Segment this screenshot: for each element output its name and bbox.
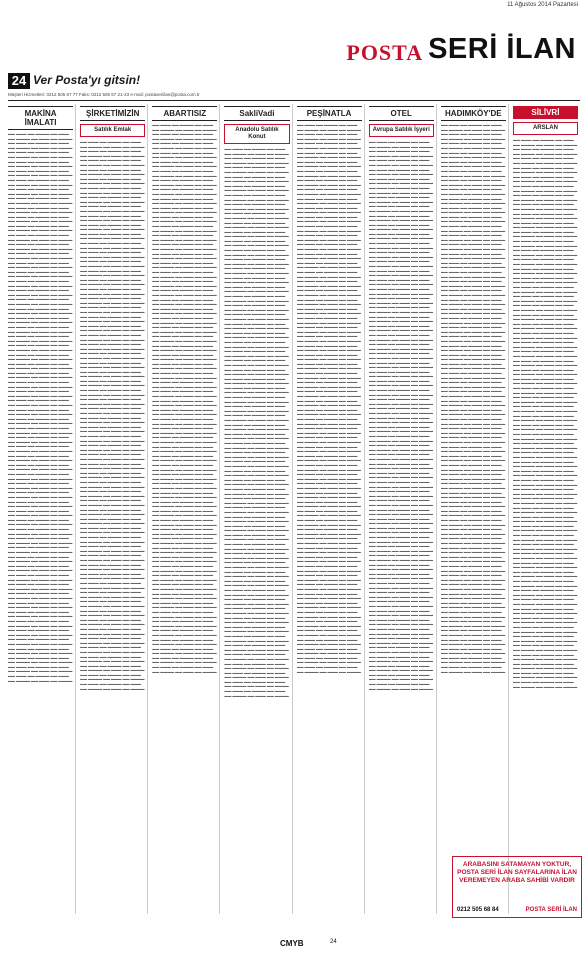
issue-date: 11 Ağustos 2014 Pazartesi: [507, 2, 578, 8]
masthead: [346, 30, 576, 66]
page-number: 24: [8, 73, 30, 89]
classified-text-block: ▬▬ ▬▬▬ ▬▬ ▬▬▬▬ ▬▬ ▬▬▬ ▬▬ ▬▬▬▬ ▬▬ ▬▬▬ ▬▬ ▬▬▬▬ ▬▬ ▬▬▬ ▬▬ ▬▬▬▬ ▬▬ ▬▬▬ ▬▬ ▬▬▬▬ ▬▬ ▬▬▬ ▬▬ ▬▬▬▬ ▬▬ ▬▬▬ ▬▬ ▬▬▬▬ ▬▬ ▬▬▬ ▬▬ ▬▬▬▬ ▬▬ ▬▬▬ ▬▬ ▬▬▬▬ ▬▬ ▬▬▬ ▬▬ ▬▬▬▬ ▬▬ ▬▬▬ ▬▬ ▬▬▬▬ ▬▬ ▬▬▬ ▬▬ ▬▬▬▬ ▬▬ ▬▬▬ ▬▬ ▬▬▬▬ ▬▬ ▬▬▬ ▬▬ ▬▬▬▬ ▬▬ ▬▬▬ ▬▬ ▬▬▬▬ ▬▬ ▬▬▬ ▬▬ ▬▬▬▬ ▬▬ ▬▬▬ ▬▬ ▬▬▬▬ ▬▬ ▬▬▬ ▬▬ ▬▬▬▬ ▬▬ ▬▬▬ ▬▬ ▬▬▬▬ ▬▬ ▬▬▬ ▬▬ ▬▬▬▬ ▬▬ ▬▬▬ ▬▬ ▬▬▬▬ ▬▬ ▬▬▬ ▬▬ ▬▬▬▬ ▬▬ ▬▬▬ ▬▬ ▬▬▬▬ ▬▬ ▬▬▬ ▬▬ ▬▬▬▬ ▬▬ ▬▬▬ ▬▬ ▬▬▬▬ ▬▬ ▬▬▬ ▬▬ ▬▬▬▬ ▬▬ ▬▬▬ ▬▬ ▬▬▬▬ ▬▬ ▬▬▬ ▬▬ ▬▬▬▬ ▬▬ ▬▬▬ ▬▬ ▬▬▬▬ ▬▬ ▬▬▬ ▬▬ ▬▬▬▬ ▬▬ ▬▬▬ ▬▬ ▬▬▬▬ ▬▬ ▬▬▬ ▬▬ ▬▬▬▬ ▬▬ ▬▬▬ ▬▬ ▬▬▬▬ ▬▬ ▬▬▬ ▬▬ ▬▬▬▬ ▬▬ ▬▬▬ ▬▬ ▬▬▬▬ ▬▬ ▬▬▬ ▬▬ ▬▬▬▬ ▬▬ ▬▬▬ ▬▬ ▬▬▬▬ ▬▬ ▬▬▬ ▬▬ ▬▬▬▬ ▬▬ ▬▬▬ ▬▬ ▬▬▬▬ ▬▬ ▬▬▬ ▬▬ ▬▬▬▬ ▬▬ ▬▬▬ ▬▬ ▬▬▬▬ ▬▬ ▬▬▬ ▬▬ ▬▬▬▬ ▬▬ ▬▬▬ ▬▬ ▬▬▬▬ ▬▬ ▬▬▬ ▬▬ ▬▬▬▬ ▬▬ ▬▬▬ ▬▬ ▬▬▬▬ ▬▬ ▬▬▬ ▬▬ ▬▬▬▬ ▬▬ ▬▬▬ ▬▬ ▬▬▬▬ ▬▬ ▬▬▬ ▬▬ ▬▬▬▬ ▬▬ ▬▬▬ ▬▬ ▬▬▬▬ ▬▬ ▬▬▬ ▬▬ ▬▬▬▬ ▬▬ ▬▬▬ ▬▬ ▬▬▬▬ ▬▬ ▬▬▬ ▬▬ ▬▬▬▬ ▬▬ ▬▬▬ ▬▬ ▬▬▬▬ ▬▬ ▬▬▬ ▬▬ ▬▬▬▬ ▬▬ ▬▬▬ ▬▬ ▬▬▬▬ ▬▬ ▬▬▬ ▬▬ ▬▬▬▬ ▬▬ ▬▬▬ ▬▬ ▬▬▬▬ ▬▬ ▬▬▬ ▬▬ ▬▬▬▬ ▬▬ ▬▬▬ ▬▬ ▬▬▬▬ ▬▬ ▬▬▬ ▬▬ ▬▬▬▬ ▬▬ ▬▬▬ ▬▬ ▬▬▬▬ ▬▬ ▬▬▬ ▬▬ ▬▬▬▬ ▬▬ ▬▬▬ ▬▬ ▬▬▬▬ ▬▬ ▬▬▬ ▬▬ ▬▬▬▬ ▬▬ ▬▬▬ ▬▬ ▬▬▬▬ ▬▬ ▬▬▬ ▬▬ ▬▬▬▬ ▬▬ ▬▬▬ ▬▬ ▬▬▬▬ ▬▬ ▬▬▬ ▬▬ ▬▬▬▬ ▬▬ ▬▬▬ ▬▬ ▬▬▬▬ ▬▬ ▬▬▬ ▬▬ ▬▬▬▬ ▬▬ ▬▬▬ ▬▬ ▬▬▬▬ ▬▬ ▬▬▬ ▬▬ ▬▬▬▬ ▬▬ ▬▬▬ ▬▬ ▬▬▬▬ ▬▬ ▬▬▬ ▬▬ ▬▬▬▬ ▬▬ ▬▬▬ ▬▬ ▬▬▬▬ ▬▬ ▬▬▬ ▬▬ ▬▬▬▬ ▬▬ ▬▬▬ ▬▬ ▬▬▬▬ ▬▬ ▬▬▬ ▬▬ ▬▬▬▬ ▬▬ ▬▬▬ ▬▬ ▬▬▬▬ ▬▬ ▬▬▬ ▬▬ ▬▬▬▬ ▬▬ ▬▬▬ ▬▬ ▬▬▬▬ ▬▬ ▬▬▬ ▬▬ ▬▬▬▬ ▬▬ ▬▬▬ ▬▬ ▬▬▬▬ ▬▬ ▬▬▬ ▬▬ ▬▬▬▬ ▬▬ ▬▬▬ ▬▬ ▬▬▬▬ ▬▬ ▬▬▬ ▬▬ ▬▬▬▬ ▬▬ ▬▬▬ ▬▬ ▬▬▬▬ ▬▬ ▬▬▬ ▬▬ ▬▬▬▬ ▬▬ ▬▬▬ ▬▬ ▬▬▬▬ ▬▬ ▬▬▬ ▬▬ ▬▬▬▬ ▬▬ ▬▬▬ ▬▬ ▬▬▬▬ ▬▬ ▬▬▬ ▬▬ ▬▬▬▬ ▬▬ ▬▬▬ ▬▬ ▬▬▬▬ ▬▬ ▬▬▬ ▬▬ ▬▬▬▬ ▬▬ ▬▬▬ ▬▬ ▬▬▬▬ ▬▬ ▬▬▬ ▬▬ ▬▬▬▬ ▬▬ ▬▬▬ ▬▬ ▬▬▬▬ ▬▬ ▬▬▬ ▬▬ ▬▬▬▬ ▬▬ ▬▬▬ ▬▬ ▬▬▬▬ ▬▬ ▬▬▬ ▬▬ ▬▬▬▬ ▬▬ ▬▬▬ ▬▬ ▬▬▬▬ ▬▬ ▬▬▬ ▬▬ ▬▬▬▬ ▬▬ ▬▬▬ ▬▬ ▬▬▬▬ ▬▬ ▬▬▬ ▬▬ ▬▬▬▬ ▬▬ ▬▬▬ ▬▬ ▬▬▬▬ ▬▬ ▬▬▬ ▬▬ ▬▬▬▬ ▬▬ ▬▬▬ ▬▬ ▬▬▬▬ ▬▬ ▬▬▬ ▬▬ ▬▬▬▬ ▬▬ ▬▬▬ ▬▬ ▬▬▬▬ ▬▬ ▬▬▬ ▬▬ ▬▬▬▬ ▬▬ ▬▬▬ ▬▬ ▬▬▬▬ ▬▬ ▬▬▬ ▬▬ ▬▬▬▬ ▬▬ ▬▬▬ ▬▬ ▬▬▬▬ ▬▬ ▬▬▬ ▬▬ ▬▬▬▬ ▬▬ ▬▬▬ ▬▬ ▬▬▬▬ ▬▬ ▬▬▬ ▬▬ ▬▬▬▬ ▬▬ ▬▬▬ ▬▬ ▬▬▬▬ ▬▬ ▬▬▬ ▬▬ ▬▬▬▬ ▬▬ ▬▬▬ ▬▬ ▬▬▬▬ ▬▬ ▬▬▬ ▬▬ ▬▬▬▬ ▬▬ ▬▬▬ ▬▬ ▬▬▬▬ ▬▬ ▬▬▬ ▬▬ ▬▬▬▬ ▬▬ ▬▬▬ ▬▬ ▬▬▬▬ ▬▬ ▬▬▬ ▬▬ ▬▬▬▬ ▬▬ ▬▬▬ ▬▬ ▬▬▬▬ ▬▬ ▬▬▬ ▬▬ ▬▬▬▬ ▬▬ ▬▬▬ ▬▬ ▬▬▬▬ ▬▬ ▬▬▬ ▬▬ ▬▬▬▬ ▬▬ ▬▬▬ ▬▬ ▬▬▬▬ ▬▬ ▬▬▬ ▬▬ ▬▬▬▬ ▬▬ ▬▬▬ ▬▬ ▬▬▬▬ ▬▬ ▬▬▬ ▬▬ ▬▬▬▬ ▬▬ ▬▬▬ ▬▬ ▬▬▬▬ ▬▬ ▬▬▬ ▬▬ ▬▬▬▬ ▬▬ ▬▬▬ ▬▬ ▬▬▬▬ ▬▬ ▬▬▬ ▬▬ ▬▬▬▬ ▬▬ ▬▬▬ ▬▬ ▬▬▬▬ ▬▬ ▬▬▬ ▬▬ ▬▬▬▬ ▬▬ ▬▬▬ ▬▬ ▬▬▬▬ ▬▬ ▬▬▬ ▬▬ ▬▬▬▬ ▬▬ ▬▬▬ ▬▬ ▬▬▬▬ ▬▬ ▬▬▬ ▬▬ ▬▬▬▬ ▬▬ ▬▬▬ ▬▬ ▬▬▬▬ ▬▬ ▬▬▬ ▬▬ ▬▬▬▬ ▬▬ ▬▬▬ ▬▬ ▬▬▬▬ ▬▬ ▬▬▬ ▬▬ ▬▬▬▬ ▬▬ ▬▬▬ ▬▬ ▬▬▬▬ ▬▬ ▬▬▬ ▬▬ ▬▬▬▬ ▬▬ ▬▬▬ ▬▬ ▬▬▬▬ ▬▬ ▬▬▬ ▬▬ ▬▬▬▬ ▬▬ ▬▬▬ ▬▬ ▬▬▬▬ ▬▬ ▬▬▬ ▬▬ ▬▬▬▬ ▬▬ ▬▬▬ ▬▬ ▬▬▬▬ ▬▬ ▬▬▬ ▬▬ ▬▬▬▬ ▬▬ ▬▬▬ ▬▬ ▬▬▬▬ ▬▬ ▬▬▬ ▬▬ ▬▬▬▬ ▬▬ ▬▬▬ ▬▬ ▬▬▬▬ ▬▬ ▬▬▬ ▬▬ ▬▬▬▬ ▬▬ ▬▬▬ ▬▬ ▬▬▬▬ ▬▬ ▬▬▬ ▬▬ ▬▬▬▬ ▬▬ ▬▬▬ ▬▬ ▬▬▬▬ ▬▬ ▬▬▬ ▬▬ ▬▬▬▬ ▬▬ ▬▬▬ ▬▬ ▬▬▬▬ ▬▬ ▬▬▬ ▬▬ ▬▬▬▬ ▬▬ ▬▬▬ ▬▬ ▬▬▬▬ ▬▬ ▬▬▬ ▬▬ ▬▬▬▬ ▬▬ ▬▬▬ ▬▬ ▬▬▬▬ ▬▬ ▬▬▬ ▬▬ ▬▬▬▬ ▬▬ ▬▬▬ ▬▬ ▬▬▬▬ ▬▬ ▬▬▬ ▬▬ ▬▬▬▬ ▬▬ ▬▬▬ ▬▬ ▬▬▬▬ ▬▬ ▬▬▬ ▬▬ ▬▬▬▬ ▬▬ ▬▬▬ ▬▬ ▬▬▬▬ ▬▬ ▬▬▬ ▬▬ ▬▬▬▬ ▬▬ ▬▬▬ ▬▬ ▬▬▬▬ ▬▬ ▬▬▬ ▬▬ ▬▬▬▬ ▬▬ ▬▬▬ ▬▬ ▬▬▬▬ ▬▬ ▬▬▬ ▬▬ ▬▬▬▬ ▬▬ ▬▬▬ ▬▬ ▬▬▬▬ ▬▬ ▬▬▬ ▬▬ ▬▬▬▬: [8, 132, 73, 683]
column-heading: SakliVadi: [224, 106, 289, 121]
column-heading: MAKİNA İMALATI: [8, 106, 73, 130]
brand-section: SERİ İLAN: [428, 33, 576, 65]
page-header: [0, 0, 588, 104]
brand-posta: POSTA: [346, 40, 424, 65]
display-ad: Avrupa Satılık İşyeri: [369, 124, 434, 137]
classified-text-block: ▬▬ ▬▬▬ ▬▬ ▬▬▬▬ ▬▬ ▬▬▬ ▬▬ ▬▬▬▬ ▬▬ ▬▬▬ ▬▬ ▬▬▬▬ ▬▬ ▬▬▬ ▬▬ ▬▬▬▬ ▬▬ ▬▬▬ ▬▬ ▬▬▬▬ ▬▬ ▬▬▬ ▬▬ ▬▬▬▬ ▬▬ ▬▬▬ ▬▬ ▬▬▬▬ ▬▬ ▬▬▬ ▬▬ ▬▬▬▬ ▬▬ ▬▬▬ ▬▬ ▬▬▬▬ ▬▬ ▬▬▬ ▬▬ ▬▬▬▬ ▬▬ ▬▬▬ ▬▬ ▬▬▬▬ ▬▬ ▬▬▬ ▬▬ ▬▬▬▬ ▬▬ ▬▬▬ ▬▬ ▬▬▬▬ ▬▬ ▬▬▬ ▬▬ ▬▬▬▬ ▬▬ ▬▬▬ ▬▬ ▬▬▬▬ ▬▬ ▬▬▬ ▬▬ ▬▬▬▬ ▬▬ ▬▬▬ ▬▬ ▬▬▬▬ ▬▬ ▬▬▬ ▬▬ ▬▬▬▬ ▬▬ ▬▬▬ ▬▬ ▬▬▬▬ ▬▬ ▬▬▬ ▬▬ ▬▬▬▬ ▬▬ ▬▬▬ ▬▬ ▬▬▬▬ ▬▬ ▬▬▬ ▬▬ ▬▬▬▬ ▬▬ ▬▬▬ ▬▬ ▬▬▬▬ ▬▬ ▬▬▬ ▬▬ ▬▬▬▬ ▬▬ ▬▬▬ ▬▬ ▬▬▬▬ ▬▬ ▬▬▬ ▬▬ ▬▬▬▬ ▬▬ ▬▬▬ ▬▬ ▬▬▬▬ ▬▬ ▬▬▬ ▬▬ ▬▬▬▬ ▬▬ ▬▬▬ ▬▬ ▬▬▬▬ ▬▬ ▬▬▬ ▬▬ ▬▬▬▬ ▬▬ ▬▬▬ ▬▬ ▬▬▬▬ ▬▬ ▬▬▬ ▬▬ ▬▬▬▬ ▬▬ ▬▬▬ ▬▬ ▬▬▬▬ ▬▬ ▬▬▬ ▬▬ ▬▬▬▬ ▬▬ ▬▬▬ ▬▬ ▬▬▬▬ ▬▬ ▬▬▬ ▬▬ ▬▬▬▬ ▬▬ ▬▬▬ ▬▬ ▬▬▬▬ ▬▬ ▬▬▬ ▬▬ ▬▬▬▬ ▬▬ ▬▬▬ ▬▬ ▬▬▬▬ ▬▬ ▬▬▬ ▬▬ ▬▬▬▬ ▬▬ ▬▬▬ ▬▬ ▬▬▬▬ ▬▬ ▬▬▬ ▬▬ ▬▬▬▬ ▬▬ ▬▬▬ ▬▬ ▬▬▬▬ ▬▬ ▬▬▬ ▬▬ ▬▬▬▬ ▬▬ ▬▬▬ ▬▬ ▬▬▬▬ ▬▬ ▬▬▬ ▬▬ ▬▬▬▬ ▬▬ ▬▬▬ ▬▬ ▬▬▬▬ ▬▬ ▬▬▬ ▬▬ ▬▬▬▬ ▬▬ ▬▬▬ ▬▬ ▬▬▬▬ ▬▬ ▬▬▬ ▬▬ ▬▬▬▬ ▬▬ ▬▬▬ ▬▬ ▬▬▬▬ ▬▬ ▬▬▬ ▬▬ ▬▬▬▬ ▬▬ ▬▬▬ ▬▬ ▬▬▬▬ ▬▬ ▬▬▬ ▬▬ ▬▬▬▬ ▬▬ ▬▬▬ ▬▬ ▬▬▬▬ ▬▬ ▬▬▬ ▬▬ ▬▬▬▬ ▬▬ ▬▬▬ ▬▬ ▬▬▬▬ ▬▬ ▬▬▬ ▬▬ ▬▬▬▬ ▬▬ ▬▬▬ ▬▬ ▬▬▬▬ ▬▬ ▬▬▬ ▬▬ ▬▬▬▬ ▬▬ ▬▬▬ ▬▬ ▬▬▬▬ ▬▬ ▬▬▬ ▬▬ ▬▬▬▬ ▬▬ ▬▬▬ ▬▬ ▬▬▬▬ ▬▬ ▬▬▬ ▬▬ ▬▬▬▬ ▬▬ ▬▬▬ ▬▬ ▬▬▬▬ ▬▬ ▬▬▬ ▬▬ ▬▬▬▬ ▬▬ ▬▬▬ ▬▬ ▬▬▬▬ ▬▬ ▬▬▬ ▬▬ ▬▬▬▬ ▬▬ ▬▬▬ ▬▬ ▬▬▬▬ ▬▬ ▬▬▬ ▬▬ ▬▬▬▬ ▬▬ ▬▬▬ ▬▬ ▬▬▬▬ ▬▬ ▬▬▬ ▬▬ ▬▬▬▬ ▬▬ ▬▬▬ ▬▬ ▬▬▬▬ ▬▬ ▬▬▬ ▬▬ ▬▬▬▬ ▬▬ ▬▬▬ ▬▬ ▬▬▬▬ ▬▬ ▬▬▬ ▬▬ ▬▬▬▬ ▬▬ ▬▬▬ ▬▬ ▬▬▬▬ ▬▬ ▬▬▬ ▬▬ ▬▬▬▬ ▬▬ ▬▬▬ ▬▬ ▬▬▬▬ ▬▬ ▬▬▬ ▬▬ ▬▬▬▬ ▬▬ ▬▬▬ ▬▬ ▬▬▬▬ ▬▬ ▬▬▬ ▬▬ ▬▬▬▬ ▬▬ ▬▬▬ ▬▬ ▬▬▬▬ ▬▬ ▬▬▬ ▬▬ ▬▬▬▬ ▬▬ ▬▬▬ ▬▬ ▬▬▬▬ ▬▬ ▬▬▬ ▬▬ ▬▬▬▬ ▬▬ ▬▬▬ ▬▬ ▬▬▬▬ ▬▬ ▬▬▬ ▬▬ ▬▬▬▬ ▬▬ ▬▬▬ ▬▬ ▬▬▬▬ ▬▬ ▬▬▬ ▬▬ ▬▬▬▬ ▬▬ ▬▬▬ ▬▬ ▬▬▬▬ ▬▬ ▬▬▬ ▬▬ ▬▬▬▬ ▬▬ ▬▬▬ ▬▬ ▬▬▬▬ ▬▬ ▬▬▬ ▬▬ ▬▬▬▬ ▬▬ ▬▬▬ ▬▬ ▬▬▬▬ ▬▬ ▬▬▬ ▬▬ ▬▬▬▬ ▬▬ ▬▬▬ ▬▬ ▬▬▬▬ ▬▬ ▬▬▬ ▬▬ ▬▬▬▬ ▬▬ ▬▬▬ ▬▬ ▬▬▬▬ ▬▬ ▬▬▬ ▬▬ ▬▬▬▬ ▬▬ ▬▬▬ ▬▬ ▬▬▬▬ ▬▬ ▬▬▬ ▬▬ ▬▬▬▬ ▬▬ ▬▬▬ ▬▬ ▬▬▬▬ ▬▬ ▬▬▬ ▬▬ ▬▬▬▬ ▬▬ ▬▬▬ ▬▬ ▬▬▬▬ ▬▬ ▬▬▬ ▬▬ ▬▬▬▬ ▬▬ ▬▬▬ ▬▬ ▬▬▬▬ ▬▬ ▬▬▬ ▬▬ ▬▬▬▬ ▬▬ ▬▬▬ ▬▬ ▬▬▬▬ ▬▬ ▬▬▬ ▬▬ ▬▬▬▬ ▬▬ ▬▬▬ ▬▬ ▬▬▬▬ ▬▬ ▬▬▬ ▬▬ ▬▬▬▬ ▬▬ ▬▬▬ ▬▬ ▬▬▬▬ ▬▬ ▬▬▬ ▬▬ ▬▬▬▬ ▬▬ ▬▬▬ ▬▬ ▬▬▬▬ ▬▬ ▬▬▬ ▬▬ ▬▬▬▬ ▬▬ ▬▬▬ ▬▬ ▬▬▬▬ ▬▬ ▬▬▬ ▬▬ ▬▬▬▬ ▬▬ ▬▬▬ ▬▬ ▬▬▬▬ ▬▬ ▬▬▬ ▬▬ ▬▬▬▬ ▬▬ ▬▬▬ ▬▬ ▬▬▬▬ ▬▬ ▬▬▬ ▬▬ ▬▬▬▬ ▬▬ ▬▬▬ ▬▬ ▬▬▬▬ ▬▬ ▬▬▬ ▬▬ ▬▬▬▬ ▬▬ ▬▬▬ ▬▬ ▬▬▬▬ ▬▬ ▬▬▬ ▬▬ ▬▬▬▬ ▬▬ ▬▬▬ ▬▬ ▬▬▬▬ ▬▬ ▬▬▬ ▬▬ ▬▬▬▬ ▬▬ ▬▬▬ ▬▬ ▬▬▬▬ ▬▬ ▬▬▬ ▬▬ ▬▬▬▬ ▬▬ ▬▬▬ ▬▬ ▬▬▬▬ ▬▬ ▬▬▬ ▬▬ ▬▬▬▬ ▬▬ ▬▬▬ ▬▬ ▬▬▬▬ ▬▬ ▬▬▬ ▬▬ ▬▬▬▬ ▬▬ ▬▬▬ ▬▬ ▬▬▬▬ ▬▬ ▬▬▬ ▬▬ ▬▬▬▬ ▬▬ ▬▬▬ ▬▬ ▬▬▬▬ ▬▬ ▬▬▬ ▬▬ ▬▬▬▬ ▬▬ ▬▬▬ ▬▬ ▬▬▬▬ ▬▬ ▬▬▬ ▬▬ ▬▬▬▬ ▬▬ ▬▬▬ ▬▬ ▬▬▬▬ ▬▬ ▬▬▬ ▬▬ ▬▬▬▬ ▬▬ ▬▬▬ ▬▬ ▬▬▬▬ ▬▬ ▬▬▬ ▬▬ ▬▬▬▬ ▬▬ ▬▬▬ ▬▬ ▬▬▬▬ ▬▬ ▬▬▬ ▬▬ ▬▬▬▬ ▬▬ ▬▬▬ ▬▬ ▬▬▬▬ ▬▬ ▬▬▬ ▬▬ ▬▬▬▬ ▬▬ ▬▬▬ ▬▬ ▬▬▬▬ ▬▬ ▬▬▬ ▬▬ ▬▬▬▬ ▬▬ ▬▬▬ ▬▬ ▬▬▬▬ ▬▬ ▬▬▬ ▬▬ ▬▬▬▬ ▬▬ ▬▬▬ ▬▬ ▬▬▬▬ ▬▬ ▬▬▬ ▬▬ ▬▬▬▬ ▬▬ ▬▬▬ ▬▬ ▬▬▬▬ ▬▬ ▬▬▬ ▬▬ ▬▬▬▬ ▬▬ ▬▬▬ ▬▬ ▬▬▬▬ ▬▬ ▬▬▬ ▬▬ ▬▬▬▬ ▬▬ ▬▬▬ ▬▬ ▬▬▬▬ ▬▬ ▬▬▬ ▬▬ ▬▬▬▬ ▬▬ ▬▬▬ ▬▬ ▬▬▬▬ ▬▬ ▬▬▬ ▬▬ ▬▬▬▬ ▬▬ ▬▬▬ ▬▬ ▬▬▬▬ ▬▬ ▬▬▬ ▬▬ ▬▬▬▬ ▬▬ ▬▬▬ ▬▬ ▬▬▬▬ ▬▬ ▬▬▬ ▬▬ ▬▬▬▬ ▬▬ ▬▬▬ ▬▬ ▬▬▬▬ ▬▬ ▬▬▬ ▬▬ ▬▬▬▬ ▬▬ ▬▬▬ ▬▬ ▬▬▬▬ ▬▬ ▬▬▬ ▬▬ ▬▬▬▬ ▬▬ ▬▬▬ ▬▬ ▬▬▬▬ ▬▬ ▬▬▬ ▬▬ ▬▬▬▬ ▬▬ ▬▬▬ ▬▬ ▬▬▬▬ ▬▬ ▬▬▬ ▬▬ ▬▬▬▬ ▬▬ ▬▬▬ ▬▬ ▬▬▬▬ ▬▬ ▬▬▬ ▬▬ ▬▬▬▬ ▬▬ ▬▬▬ ▬▬ ▬▬▬▬ ▬▬ ▬▬▬ ▬▬ ▬▬▬▬ ▬▬ ▬▬▬ ▬▬ ▬▬▬▬ ▬▬ ▬▬▬ ▬▬ ▬▬▬▬: [80, 140, 145, 691]
classified-text-block: ▬▬ ▬▬▬ ▬▬ ▬▬▬▬ ▬▬ ▬▬▬ ▬▬ ▬▬▬▬ ▬▬ ▬▬▬ ▬▬ ▬▬▬▬ ▬▬ ▬▬▬ ▬▬ ▬▬▬▬ ▬▬ ▬▬▬ ▬▬ ▬▬▬▬ ▬▬ ▬▬▬ ▬▬ ▬▬▬▬ ▬▬ ▬▬▬ ▬▬ ▬▬▬▬ ▬▬ ▬▬▬ ▬▬ ▬▬▬▬ ▬▬ ▬▬▬ ▬▬ ▬▬▬▬ ▬▬ ▬▬▬ ▬▬ ▬▬▬▬ ▬▬ ▬▬▬ ▬▬ ▬▬▬▬ ▬▬ ▬▬▬ ▬▬ ▬▬▬▬ ▬▬ ▬▬▬ ▬▬ ▬▬▬▬ ▬▬ ▬▬▬ ▬▬ ▬▬▬▬ ▬▬ ▬▬▬ ▬▬ ▬▬▬▬ ▬▬ ▬▬▬ ▬▬ ▬▬▬▬ ▬▬ ▬▬▬ ▬▬ ▬▬▬▬ ▬▬ ▬▬▬ ▬▬ ▬▬▬▬ ▬▬ ▬▬▬ ▬▬ ▬▬▬▬ ▬▬ ▬▬▬ ▬▬ ▬▬▬▬ ▬▬ ▬▬▬ ▬▬ ▬▬▬▬ ▬▬ ▬▬▬ ▬▬ ▬▬▬▬ ▬▬ ▬▬▬ ▬▬ ▬▬▬▬ ▬▬ ▬▬▬ ▬▬ ▬▬▬▬ ▬▬ ▬▬▬ ▬▬ ▬▬▬▬ ▬▬ ▬▬▬ ▬▬ ▬▬▬▬ ▬▬ ▬▬▬ ▬▬ ▬▬▬▬ ▬▬ ▬▬▬ ▬▬ ▬▬▬▬ ▬▬ ▬▬▬ ▬▬ ▬▬▬▬ ▬▬ ▬▬▬ ▬▬ ▬▬▬▬ ▬▬ ▬▬▬ ▬▬ ▬▬▬▬ ▬▬ ▬▬▬ ▬▬ ▬▬▬▬ ▬▬ ▬▬▬ ▬▬ ▬▬▬▬ ▬▬ ▬▬▬ ▬▬ ▬▬▬▬ ▬▬ ▬▬▬ ▬▬ ▬▬▬▬ ▬▬ ▬▬▬ ▬▬ ▬▬▬▬ ▬▬ ▬▬▬ ▬▬ ▬▬▬▬ ▬▬ ▬▬▬ ▬▬ ▬▬▬▬ ▬▬ ▬▬▬ ▬▬ ▬▬▬▬ ▬▬ ▬▬▬ ▬▬ ▬▬▬▬ ▬▬ ▬▬▬ ▬▬ ▬▬▬▬ ▬▬ ▬▬▬ ▬▬ ▬▬▬▬ ▬▬ ▬▬▬ ▬▬ ▬▬▬▬ ▬▬ ▬▬▬ ▬▬ ▬▬▬▬ ▬▬ ▬▬▬ ▬▬ ▬▬▬▬ ▬▬ ▬▬▬ ▬▬ ▬▬▬▬ ▬▬ ▬▬▬ ▬▬ ▬▬▬▬ ▬▬ ▬▬▬ ▬▬ ▬▬▬▬ ▬▬ ▬▬▬ ▬▬ ▬▬▬▬ ▬▬ ▬▬▬ ▬▬ ▬▬▬▬ ▬▬ ▬▬▬ ▬▬ ▬▬▬▬ ▬▬ ▬▬▬ ▬▬ ▬▬▬▬ ▬▬ ▬▬▬ ▬▬ ▬▬▬▬ ▬▬ ▬▬▬ ▬▬ ▬▬▬▬ ▬▬ ▬▬▬ ▬▬ ▬▬▬▬ ▬▬ ▬▬▬ ▬▬ ▬▬▬▬ ▬▬ ▬▬▬ ▬▬ ▬▬▬▬ ▬▬ ▬▬▬ ▬▬ ▬▬▬▬ ▬▬ ▬▬▬ ▬▬ ▬▬▬▬ ▬▬ ▬▬▬ ▬▬ ▬▬▬▬ ▬▬ ▬▬▬ ▬▬ ▬▬▬▬ ▬▬ ▬▬▬ ▬▬ ▬▬▬▬ ▬▬ ▬▬▬ ▬▬ ▬▬▬▬ ▬▬ ▬▬▬ ▬▬ ▬▬▬▬ ▬▬ ▬▬▬ ▬▬ ▬▬▬▬ ▬▬ ▬▬▬ ▬▬ ▬▬▬▬ ▬▬ ▬▬▬ ▬▬ ▬▬▬▬ ▬▬ ▬▬▬ ▬▬ ▬▬▬▬ ▬▬ ▬▬▬ ▬▬ ▬▬▬▬ ▬▬ ▬▬▬ ▬▬ ▬▬▬▬ ▬▬ ▬▬▬ ▬▬ ▬▬▬▬ ▬▬ ▬▬▬ ▬▬ ▬▬▬▬ ▬▬ ▬▬▬ ▬▬ ▬▬▬▬ ▬▬ ▬▬▬ ▬▬ ▬▬▬▬ ▬▬ ▬▬▬ ▬▬ ▬▬▬▬ ▬▬ ▬▬▬ ▬▬ ▬▬▬▬ ▬▬ ▬▬▬ ▬▬ ▬▬▬▬ ▬▬ ▬▬▬ ▬▬ ▬▬▬▬ ▬▬ ▬▬▬ ▬▬ ▬▬▬▬ ▬▬ ▬▬▬ ▬▬ ▬▬▬▬ ▬▬ ▬▬▬ ▬▬ ▬▬▬▬ ▬▬ ▬▬▬ ▬▬ ▬▬▬▬ ▬▬ ▬▬▬ ▬▬ ▬▬▬▬ ▬▬ ▬▬▬ ▬▬ ▬▬▬▬ ▬▬ ▬▬▬ ▬▬ ▬▬▬▬ ▬▬ ▬▬▬ ▬▬ ▬▬▬▬ ▬▬ ▬▬▬ ▬▬ ▬▬▬▬ ▬▬ ▬▬▬ ▬▬ ▬▬▬▬ ▬▬ ▬▬▬ ▬▬ ▬▬▬▬ ▬▬ ▬▬▬ ▬▬ ▬▬▬▬ ▬▬ ▬▬▬ ▬▬ ▬▬▬▬ ▬▬ ▬▬▬ ▬▬ ▬▬▬▬ ▬▬ ▬▬▬ ▬▬ ▬▬▬▬ ▬▬ ▬▬▬ ▬▬ ▬▬▬▬ ▬▬ ▬▬▬ ▬▬ ▬▬▬▬ ▬▬ ▬▬▬ ▬▬ ▬▬▬▬ ▬▬ ▬▬▬ ▬▬ ▬▬▬▬ ▬▬ ▬▬▬ ▬▬ ▬▬▬▬ ▬▬ ▬▬▬ ▬▬ ▬▬▬▬ ▬▬ ▬▬▬ ▬▬ ▬▬▬▬ ▬▬ ▬▬▬ ▬▬ ▬▬▬▬ ▬▬ ▬▬▬ ▬▬ ▬▬▬▬ ▬▬ ▬▬▬ ▬▬ ▬▬▬▬ ▬▬ ▬▬▬ ▬▬ ▬▬▬▬ ▬▬ ▬▬▬ ▬▬ ▬▬▬▬ ▬▬ ▬▬▬ ▬▬ ▬▬▬▬ ▬▬ ▬▬▬ ▬▬ ▬▬▬▬ ▬▬ ▬▬▬ ▬▬ ▬▬▬▬ ▬▬ ▬▬▬ ▬▬ ▬▬▬▬ ▬▬ ▬▬▬ ▬▬ ▬▬▬▬ ▬▬ ▬▬▬ ▬▬ ▬▬▬▬ ▬▬ ▬▬▬ ▬▬ ▬▬▬▬ ▬▬ ▬▬▬ ▬▬ ▬▬▬▬ ▬▬ ▬▬▬ ▬▬ ▬▬▬▬ ▬▬ ▬▬▬ ▬▬ ▬▬▬▬ ▬▬ ▬▬▬ ▬▬ ▬▬▬▬ ▬▬ ▬▬▬ ▬▬ ▬▬▬▬ ▬▬ ▬▬▬ ▬▬ ▬▬▬▬ ▬▬ ▬▬▬ ▬▬ ▬▬▬▬ ▬▬ ▬▬▬ ▬▬ ▬▬▬▬ ▬▬ ▬▬▬ ▬▬ ▬▬▬▬ ▬▬ ▬▬▬ ▬▬ ▬▬▬▬ ▬▬ ▬▬▬ ▬▬ ▬▬▬▬ ▬▬ ▬▬▬ ▬▬ ▬▬▬▬ ▬▬ ▬▬▬ ▬▬ ▬▬▬▬ ▬▬ ▬▬▬ ▬▬ ▬▬▬▬ ▬▬ ▬▬▬ ▬▬ ▬▬▬▬ ▬▬ ▬▬▬ ▬▬ ▬▬▬▬ ▬▬ ▬▬▬ ▬▬ ▬▬▬▬ ▬▬ ▬▬▬ ▬▬ ▬▬▬▬ ▬▬ ▬▬▬ ▬▬ ▬▬▬▬ ▬▬ ▬▬▬ ▬▬ ▬▬▬▬ ▬▬ ▬▬▬ ▬▬ ▬▬▬▬ ▬▬ ▬▬▬ ▬▬ ▬▬▬▬ ▬▬ ▬▬▬ ▬▬ ▬▬▬▬ ▬▬ ▬▬▬ ▬▬ ▬▬▬▬ ▬▬ ▬▬▬ ▬▬ ▬▬▬▬ ▬▬ ▬▬▬ ▬▬ ▬▬▬▬ ▬▬ ▬▬▬ ▬▬ ▬▬▬▬ ▬▬ ▬▬▬ ▬▬ ▬▬▬▬ ▬▬ ▬▬▬ ▬▬ ▬▬▬▬ ▬▬ ▬▬▬ ▬▬ ▬▬▬▬ ▬▬ ▬▬▬ ▬▬ ▬▬▬▬ ▬▬ ▬▬▬ ▬▬ ▬▬▬▬ ▬▬ ▬▬▬ ▬▬ ▬▬▬▬ ▬▬ ▬▬▬ ▬▬ ▬▬▬▬ ▬▬ ▬▬▬ ▬▬ ▬▬▬▬ ▬▬ ▬▬▬ ▬▬ ▬▬▬▬ ▬▬ ▬▬▬ ▬▬ ▬▬▬▬ ▬▬ ▬▬▬ ▬▬ ▬▬▬▬ ▬▬ ▬▬▬ ▬▬ ▬▬▬▬ ▬▬ ▬▬▬ ▬▬ ▬▬▬▬ ▬▬ ▬▬▬ ▬▬ ▬▬▬▬ ▬▬ ▬▬▬ ▬▬ ▬▬▬▬ ▬▬ ▬▬▬ ▬▬ ▬▬▬▬ ▬▬ ▬▬▬ ▬▬ ▬▬▬▬ ▬▬ ▬▬▬ ▬▬ ▬▬▬▬ ▬▬ ▬▬▬ ▬▬ ▬▬▬▬ ▬▬ ▬▬▬ ▬▬ ▬▬▬▬ ▬▬ ▬▬▬ ▬▬ ▬▬▬▬ ▬▬ ▬▬▬ ▬▬ ▬▬▬▬ ▬▬ ▬▬▬ ▬▬ ▬▬▬▬ ▬▬ ▬▬▬ ▬▬ ▬▬▬▬ ▬▬ ▬▬▬ ▬▬ ▬▬▬▬ ▬▬ ▬▬▬ ▬▬ ▬▬▬▬ ▬▬ ▬▬▬ ▬▬ ▬▬▬▬ ▬▬ ▬▬▬ ▬▬ ▬▬▬▬ ▬▬ ▬▬▬ ▬▬ ▬▬▬▬ ▬▬ ▬▬▬ ▬▬ ▬▬▬▬ ▬▬ ▬▬▬ ▬▬ ▬▬▬▬ ▬▬ ▬▬▬ ▬▬ ▬▬▬▬ ▬▬ ▬▬▬ ▬▬ ▬▬▬▬ ▬▬ ▬▬▬ ▬▬ ▬▬▬▬ ▬▬ ▬▬▬ ▬▬ ▬▬▬▬ ▬▬ ▬▬▬ ▬▬ ▬▬▬▬ ▬▬ ▬▬▬ ▬▬ ▬▬▬▬ ▬▬ ▬▬▬ ▬▬ ▬▬▬▬ ▬▬ ▬▬▬ ▬▬ ▬▬▬▬ ▬▬ ▬▬▬ ▬▬ ▬▬▬▬ ▬▬ ▬▬▬ ▬▬ ▬▬▬▬: [296, 123, 361, 674]
column-heading: HADIMKÖY'DE: [441, 106, 506, 121]
classified-text-block: ▬▬ ▬▬▬ ▬▬ ▬▬▬▬ ▬▬ ▬▬▬ ▬▬ ▬▬▬▬ ▬▬ ▬▬▬ ▬▬ ▬▬▬▬ ▬▬ ▬▬▬ ▬▬ ▬▬▬▬ ▬▬ ▬▬▬ ▬▬ ▬▬▬▬ ▬▬ ▬▬▬ ▬▬ ▬▬▬▬ ▬▬ ▬▬▬ ▬▬ ▬▬▬▬ ▬▬ ▬▬▬ ▬▬ ▬▬▬▬ ▬▬ ▬▬▬ ▬▬ ▬▬▬▬ ▬▬ ▬▬▬ ▬▬ ▬▬▬▬ ▬▬ ▬▬▬ ▬▬ ▬▬▬▬ ▬▬ ▬▬▬ ▬▬ ▬▬▬▬ ▬▬ ▬▬▬ ▬▬ ▬▬▬▬ ▬▬ ▬▬▬ ▬▬ ▬▬▬▬ ▬▬ ▬▬▬ ▬▬ ▬▬▬▬ ▬▬ ▬▬▬ ▬▬ ▬▬▬▬ ▬▬ ▬▬▬ ▬▬ ▬▬▬▬ ▬▬ ▬▬▬ ▬▬ ▬▬▬▬ ▬▬ ▬▬▬ ▬▬ ▬▬▬▬ ▬▬ ▬▬▬ ▬▬ ▬▬▬▬ ▬▬ ▬▬▬ ▬▬ ▬▬▬▬ ▬▬ ▬▬▬ ▬▬ ▬▬▬▬ ▬▬ ▬▬▬ ▬▬ ▬▬▬▬ ▬▬ ▬▬▬ ▬▬ ▬▬▬▬ ▬▬ ▬▬▬ ▬▬ ▬▬▬▬ ▬▬ ▬▬▬ ▬▬ ▬▬▬▬ ▬▬ ▬▬▬ ▬▬ ▬▬▬▬ ▬▬ ▬▬▬ ▬▬ ▬▬▬▬ ▬▬ ▬▬▬ ▬▬ ▬▬▬▬ ▬▬ ▬▬▬ ▬▬ ▬▬▬▬ ▬▬ ▬▬▬ ▬▬ ▬▬▬▬ ▬▬ ▬▬▬ ▬▬ ▬▬▬▬ ▬▬ ▬▬▬ ▬▬ ▬▬▬▬ ▬▬ ▬▬▬ ▬▬ ▬▬▬▬ ▬▬ ▬▬▬ ▬▬ ▬▬▬▬ ▬▬ ▬▬▬ ▬▬ ▬▬▬▬ ▬▬ ▬▬▬ ▬▬ ▬▬▬▬ ▬▬ ▬▬▬ ▬▬ ▬▬▬▬ ▬▬ ▬▬▬ ▬▬ ▬▬▬▬ ▬▬ ▬▬▬ ▬▬ ▬▬▬▬ ▬▬ ▬▬▬ ▬▬ ▬▬▬▬ ▬▬ ▬▬▬ ▬▬ ▬▬▬▬ ▬▬ ▬▬▬ ▬▬ ▬▬▬▬ ▬▬ ▬▬▬ ▬▬ ▬▬▬▬ ▬▬ ▬▬▬ ▬▬ ▬▬▬▬ ▬▬ ▬▬▬ ▬▬ ▬▬▬▬ ▬▬ ▬▬▬ ▬▬ ▬▬▬▬ ▬▬ ▬▬▬ ▬▬ ▬▬▬▬ ▬▬ ▬▬▬ ▬▬ ▬▬▬▬ ▬▬ ▬▬▬ ▬▬ ▬▬▬▬ ▬▬ ▬▬▬ ▬▬ ▬▬▬▬ ▬▬ ▬▬▬ ▬▬ ▬▬▬▬ ▬▬ ▬▬▬ ▬▬ ▬▬▬▬ ▬▬ ▬▬▬ ▬▬ ▬▬▬▬ ▬▬ ▬▬▬ ▬▬ ▬▬▬▬ ▬▬ ▬▬▬ ▬▬ ▬▬▬▬ ▬▬ ▬▬▬ ▬▬ ▬▬▬▬ ▬▬ ▬▬▬ ▬▬ ▬▬▬▬ ▬▬ ▬▬▬ ▬▬ ▬▬▬▬ ▬▬ ▬▬▬ ▬▬ ▬▬▬▬ ▬▬ ▬▬▬ ▬▬ ▬▬▬▬ ▬▬ ▬▬▬ ▬▬ ▬▬▬▬ ▬▬ ▬▬▬ ▬▬ ▬▬▬▬ ▬▬ ▬▬▬ ▬▬ ▬▬▬▬ ▬▬ ▬▬▬ ▬▬ ▬▬▬▬ ▬▬ ▬▬▬ ▬▬ ▬▬▬▬ ▬▬ ▬▬▬ ▬▬ ▬▬▬▬ ▬▬ ▬▬▬ ▬▬ ▬▬▬▬ ▬▬ ▬▬▬ ▬▬ ▬▬▬▬ ▬▬ ▬▬▬ ▬▬ ▬▬▬▬ ▬▬ ▬▬▬ ▬▬ ▬▬▬▬ ▬▬ ▬▬▬ ▬▬ ▬▬▬▬ ▬▬ ▬▬▬ ▬▬ ▬▬▬▬ ▬▬ ▬▬▬ ▬▬ ▬▬▬▬ ▬▬ ▬▬▬ ▬▬ ▬▬▬▬ ▬▬ ▬▬▬ ▬▬ ▬▬▬▬ ▬▬ ▬▬▬ ▬▬ ▬▬▬▬ ▬▬ ▬▬▬ ▬▬ ▬▬▬▬ ▬▬ ▬▬▬ ▬▬ ▬▬▬▬ ▬▬ ▬▬▬ ▬▬ ▬▬▬▬ ▬▬ ▬▬▬ ▬▬ ▬▬▬▬ ▬▬ ▬▬▬ ▬▬ ▬▬▬▬ ▬▬ ▬▬▬ ▬▬ ▬▬▬▬ ▬▬ ▬▬▬ ▬▬ ▬▬▬▬ ▬▬ ▬▬▬ ▬▬ ▬▬▬▬ ▬▬ ▬▬▬ ▬▬ ▬▬▬▬ ▬▬ ▬▬▬ ▬▬ ▬▬▬▬ ▬▬ ▬▬▬ ▬▬ ▬▬▬▬ ▬▬ ▬▬▬ ▬▬ ▬▬▬▬ ▬▬ ▬▬▬ ▬▬ ▬▬▬▬ ▬▬ ▬▬▬ ▬▬ ▬▬▬▬ ▬▬ ▬▬▬ ▬▬ ▬▬▬▬ ▬▬ ▬▬▬ ▬▬ ▬▬▬▬ ▬▬ ▬▬▬ ▬▬ ▬▬▬▬ ▬▬ ▬▬▬ ▬▬ ▬▬▬▬ ▬▬ ▬▬▬ ▬▬ ▬▬▬▬ ▬▬ ▬▬▬ ▬▬ ▬▬▬▬ ▬▬ ▬▬▬ ▬▬ ▬▬▬▬ ▬▬ ▬▬▬ ▬▬ ▬▬▬▬ ▬▬ ▬▬▬ ▬▬ ▬▬▬▬ ▬▬ ▬▬▬ ▬▬ ▬▬▬▬ ▬▬ ▬▬▬ ▬▬ ▬▬▬▬ ▬▬ ▬▬▬ ▬▬ ▬▬▬▬ ▬▬ ▬▬▬ ▬▬ ▬▬▬▬ ▬▬ ▬▬▬ ▬▬ ▬▬▬▬ ▬▬ ▬▬▬ ▬▬ ▬▬▬▬ ▬▬ ▬▬▬ ▬▬ ▬▬▬▬ ▬▬ ▬▬▬ ▬▬ ▬▬▬▬ ▬▬ ▬▬▬ ▬▬ ▬▬▬▬ ▬▬ ▬▬▬ ▬▬ ▬▬▬▬ ▬▬ ▬▬▬ ▬▬ ▬▬▬▬ ▬▬ ▬▬▬ ▬▬ ▬▬▬▬ ▬▬ ▬▬▬ ▬▬ ▬▬▬▬ ▬▬ ▬▬▬ ▬▬ ▬▬▬▬ ▬▬ ▬▬▬ ▬▬ ▬▬▬▬ ▬▬ ▬▬▬ ▬▬ ▬▬▬▬ ▬▬ ▬▬▬ ▬▬ ▬▬▬▬ ▬▬ ▬▬▬ ▬▬ ▬▬▬▬ ▬▬ ▬▬▬ ▬▬ ▬▬▬▬ ▬▬ ▬▬▬ ▬▬ ▬▬▬▬ ▬▬ ▬▬▬ ▬▬ ▬▬▬▬ ▬▬ ▬▬▬ ▬▬ ▬▬▬▬ ▬▬ ▬▬▬ ▬▬ ▬▬▬▬ ▬▬ ▬▬▬ ▬▬ ▬▬▬▬ ▬▬ ▬▬▬ ▬▬ ▬▬▬▬ ▬▬ ▬▬▬ ▬▬ ▬▬▬▬ ▬▬ ▬▬▬ ▬▬ ▬▬▬▬ ▬▬ ▬▬▬ ▬▬ ▬▬▬▬ ▬▬ ▬▬▬ ▬▬ ▬▬▬▬ ▬▬ ▬▬▬ ▬▬ ▬▬▬▬ ▬▬ ▬▬▬ ▬▬ ▬▬▬▬ ▬▬ ▬▬▬ ▬▬ ▬▬▬▬ ▬▬ ▬▬▬ ▬▬ ▬▬▬▬ ▬▬ ▬▬▬ ▬▬ ▬▬▬▬ ▬▬ ▬▬▬ ▬▬ ▬▬▬▬ ▬▬ ▬▬▬ ▬▬ ▬▬▬▬ ▬▬ ▬▬▬ ▬▬ ▬▬▬▬ ▬▬ ▬▬▬ ▬▬ ▬▬▬▬ ▬▬ ▬▬▬ ▬▬ ▬▬▬▬ ▬▬ ▬▬▬ ▬▬ ▬▬▬▬ ▬▬ ▬▬▬ ▬▬ ▬▬▬▬ ▬▬ ▬▬▬ ▬▬ ▬▬▬▬ ▬▬ ▬▬▬ ▬▬ ▬▬▬▬ ▬▬ ▬▬▬ ▬▬ ▬▬▬▬ ▬▬ ▬▬▬ ▬▬ ▬▬▬▬ ▬▬ ▬▬▬ ▬▬ ▬▬▬▬ ▬▬ ▬▬▬ ▬▬ ▬▬▬▬ ▬▬ ▬▬▬ ▬▬ ▬▬▬▬ ▬▬ ▬▬▬ ▬▬ ▬▬▬▬ ▬▬ ▬▬▬ ▬▬ ▬▬▬▬ ▬▬ ▬▬▬ ▬▬ ▬▬▬▬ ▬▬ ▬▬▬ ▬▬ ▬▬▬▬ ▬▬ ▬▬▬ ▬▬ ▬▬▬▬ ▬▬ ▬▬▬ ▬▬ ▬▬▬▬ ▬▬ ▬▬▬ ▬▬ ▬▬▬▬ ▬▬ ▬▬▬ ▬▬ ▬▬▬▬ ▬▬ ▬▬▬ ▬▬ ▬▬▬▬ ▬▬ ▬▬▬ ▬▬ ▬▬▬▬ ▬▬ ▬▬▬ ▬▬ ▬▬▬▬ ▬▬ ▬▬▬ ▬▬ ▬▬▬▬ ▬▬ ▬▬▬ ▬▬ ▬▬▬▬ ▬▬ ▬▬▬ ▬▬ ▬▬▬▬ ▬▬ ▬▬▬ ▬▬ ▬▬▬▬ ▬▬ ▬▬▬ ▬▬ ▬▬▬▬ ▬▬ ▬▬▬ ▬▬ ▬▬▬▬ ▬▬ ▬▬▬ ▬▬ ▬▬▬▬ ▬▬ ▬▬▬ ▬▬ ▬▬▬▬ ▬▬ ▬▬▬ ▬▬ ▬▬▬▬ ▬▬ ▬▬▬ ▬▬ ▬▬▬▬ ▬▬ ▬▬▬ ▬▬ ▬▬▬▬ ▬▬ ▬▬▬ ▬▬ ▬▬▬▬ ▬▬ ▬▬▬ ▬▬ ▬▬▬▬ ▬▬ ▬▬▬ ▬▬ ▬▬▬▬ ▬▬ ▬▬▬ ▬▬ ▬▬▬▬ ▬▬ ▬▬▬ ▬▬ ▬▬▬▬ ▬▬ ▬▬▬ ▬▬ ▬▬▬▬ ▬▬ ▬▬▬ ▬▬ ▬▬▬▬ ▬▬ ▬▬▬ ▬▬ ▬▬▬▬ ▬▬ ▬▬▬ ▬▬ ▬▬▬▬ ▬▬ ▬▬▬ ▬▬ ▬▬▬▬: [224, 147, 289, 698]
ad-column: [8, 104, 76, 914]
ad-column: [224, 104, 292, 914]
ad-column: [80, 104, 148, 914]
display-ad: Anadolu Satılık Konut: [224, 124, 289, 144]
ad-column: [513, 104, 580, 914]
header-rule: [8, 100, 580, 101]
ad-column: [152, 104, 220, 914]
contact-line: Müşteri Hizmetleri: 0212 505 67 77 Faks: 0212 505 67 21-23 e-mail: postaseriilan@posta.com.tr: [8, 92, 200, 97]
classified-text-block: ▬▬ ▬▬▬ ▬▬ ▬▬▬▬ ▬▬ ▬▬▬ ▬▬ ▬▬▬▬ ▬▬ ▬▬▬ ▬▬ ▬▬▬▬ ▬▬ ▬▬▬ ▬▬ ▬▬▬▬ ▬▬ ▬▬▬ ▬▬ ▬▬▬▬ ▬▬ ▬▬▬ ▬▬ ▬▬▬▬ ▬▬ ▬▬▬ ▬▬ ▬▬▬▬ ▬▬ ▬▬▬ ▬▬ ▬▬▬▬ ▬▬ ▬▬▬ ▬▬ ▬▬▬▬ ▬▬ ▬▬▬ ▬▬ ▬▬▬▬ ▬▬ ▬▬▬ ▬▬ ▬▬▬▬ ▬▬ ▬▬▬ ▬▬ ▬▬▬▬ ▬▬ ▬▬▬ ▬▬ ▬▬▬▬ ▬▬ ▬▬▬ ▬▬ ▬▬▬▬ ▬▬ ▬▬▬ ▬▬ ▬▬▬▬ ▬▬ ▬▬▬ ▬▬ ▬▬▬▬ ▬▬ ▬▬▬ ▬▬ ▬▬▬▬ ▬▬ ▬▬▬ ▬▬ ▬▬▬▬ ▬▬ ▬▬▬ ▬▬ ▬▬▬▬ ▬▬ ▬▬▬ ▬▬ ▬▬▬▬ ▬▬ ▬▬▬ ▬▬ ▬▬▬▬ ▬▬ ▬▬▬ ▬▬ ▬▬▬▬ ▬▬ ▬▬▬ ▬▬ ▬▬▬▬ ▬▬ ▬▬▬ ▬▬ ▬▬▬▬ ▬▬ ▬▬▬ ▬▬ ▬▬▬▬ ▬▬ ▬▬▬ ▬▬ ▬▬▬▬ ▬▬ ▬▬▬ ▬▬ ▬▬▬▬ ▬▬ ▬▬▬ ▬▬ ▬▬▬▬ ▬▬ ▬▬▬ ▬▬ ▬▬▬▬ ▬▬ ▬▬▬ ▬▬ ▬▬▬▬ ▬▬ ▬▬▬ ▬▬ ▬▬▬▬ ▬▬ ▬▬▬ ▬▬ ▬▬▬▬ ▬▬ ▬▬▬ ▬▬ ▬▬▬▬ ▬▬ ▬▬▬ ▬▬ ▬▬▬▬ ▬▬ ▬▬▬ ▬▬ ▬▬▬▬ ▬▬ ▬▬▬ ▬▬ ▬▬▬▬ ▬▬ ▬▬▬ ▬▬ ▬▬▬▬ ▬▬ ▬▬▬ ▬▬ ▬▬▬▬ ▬▬ ▬▬▬ ▬▬ ▬▬▬▬ ▬▬ ▬▬▬ ▬▬ ▬▬▬▬ ▬▬ ▬▬▬ ▬▬ ▬▬▬▬ ▬▬ ▬▬▬ ▬▬ ▬▬▬▬ ▬▬ ▬▬▬ ▬▬ ▬▬▬▬ ▬▬ ▬▬▬ ▬▬ ▬▬▬▬ ▬▬ ▬▬▬ ▬▬ ▬▬▬▬ ▬▬ ▬▬▬ ▬▬ ▬▬▬▬ ▬▬ ▬▬▬ ▬▬ ▬▬▬▬ ▬▬ ▬▬▬ ▬▬ ▬▬▬▬ ▬▬ ▬▬▬ ▬▬ ▬▬▬▬ ▬▬ ▬▬▬ ▬▬ ▬▬▬▬ ▬▬ ▬▬▬ ▬▬ ▬▬▬▬ ▬▬ ▬▬▬ ▬▬ ▬▬▬▬ ▬▬ ▬▬▬ ▬▬ ▬▬▬▬ ▬▬ ▬▬▬ ▬▬ ▬▬▬▬ ▬▬ ▬▬▬ ▬▬ ▬▬▬▬ ▬▬ ▬▬▬ ▬▬ ▬▬▬▬ ▬▬ ▬▬▬ ▬▬ ▬▬▬▬ ▬▬ ▬▬▬ ▬▬ ▬▬▬▬ ▬▬ ▬▬▬ ▬▬ ▬▬▬▬ ▬▬ ▬▬▬ ▬▬ ▬▬▬▬ ▬▬ ▬▬▬ ▬▬ ▬▬▬▬ ▬▬ ▬▬▬ ▬▬ ▬▬▬▬ ▬▬ ▬▬▬ ▬▬ ▬▬▬▬ ▬▬ ▬▬▬ ▬▬ ▬▬▬▬ ▬▬ ▬▬▬ ▬▬ ▬▬▬▬ ▬▬ ▬▬▬ ▬▬ ▬▬▬▬ ▬▬ ▬▬▬ ▬▬ ▬▬▬▬ ▬▬ ▬▬▬ ▬▬ ▬▬▬▬ ▬▬ ▬▬▬ ▬▬ ▬▬▬▬ ▬▬ ▬▬▬ ▬▬ ▬▬▬▬ ▬▬ ▬▬▬ ▬▬ ▬▬▬▬ ▬▬ ▬▬▬ ▬▬ ▬▬▬▬ ▬▬ ▬▬▬ ▬▬ ▬▬▬▬ ▬▬ ▬▬▬ ▬▬ ▬▬▬▬ ▬▬ ▬▬▬ ▬▬ ▬▬▬▬ ▬▬ ▬▬▬ ▬▬ ▬▬▬▬ ▬▬ ▬▬▬ ▬▬ ▬▬▬▬ ▬▬ ▬▬▬ ▬▬ ▬▬▬▬ ▬▬ ▬▬▬ ▬▬ ▬▬▬▬ ▬▬ ▬▬▬ ▬▬ ▬▬▬▬ ▬▬ ▬▬▬ ▬▬ ▬▬▬▬ ▬▬ ▬▬▬ ▬▬ ▬▬▬▬ ▬▬ ▬▬▬ ▬▬ ▬▬▬▬ ▬▬ ▬▬▬ ▬▬ ▬▬▬▬ ▬▬ ▬▬▬ ▬▬ ▬▬▬▬ ▬▬ ▬▬▬ ▬▬ ▬▬▬▬ ▬▬ ▬▬▬ ▬▬ ▬▬▬▬ ▬▬ ▬▬▬ ▬▬ ▬▬▬▬ ▬▬ ▬▬▬ ▬▬ ▬▬▬▬ ▬▬ ▬▬▬ ▬▬ ▬▬▬▬ ▬▬ ▬▬▬ ▬▬ ▬▬▬▬ ▬▬ ▬▬▬ ▬▬ ▬▬▬▬ ▬▬ ▬▬▬ ▬▬ ▬▬▬▬ ▬▬ ▬▬▬ ▬▬ ▬▬▬▬ ▬▬ ▬▬▬ ▬▬ ▬▬▬▬ ▬▬ ▬▬▬ ▬▬ ▬▬▬▬ ▬▬ ▬▬▬ ▬▬ ▬▬▬▬ ▬▬ ▬▬▬ ▬▬ ▬▬▬▬ ▬▬ ▬▬▬ ▬▬ ▬▬▬▬ ▬▬ ▬▬▬ ▬▬ ▬▬▬▬ ▬▬ ▬▬▬ ▬▬ ▬▬▬▬ ▬▬ ▬▬▬ ▬▬ ▬▬▬▬ ▬▬ ▬▬▬ ▬▬ ▬▬▬▬ ▬▬ ▬▬▬ ▬▬ ▬▬▬▬ ▬▬ ▬▬▬ ▬▬ ▬▬▬▬ ▬▬ ▬▬▬ ▬▬ ▬▬▬▬ ▬▬ ▬▬▬ ▬▬ ▬▬▬▬ ▬▬ ▬▬▬ ▬▬ ▬▬▬▬ ▬▬ ▬▬▬ ▬▬ ▬▬▬▬ ▬▬ ▬▬▬ ▬▬ ▬▬▬▬ ▬▬ ▬▬▬ ▬▬ ▬▬▬▬ ▬▬ ▬▬▬ ▬▬ ▬▬▬▬ ▬▬ ▬▬▬ ▬▬ ▬▬▬▬ ▬▬ ▬▬▬ ▬▬ ▬▬▬▬ ▬▬ ▬▬▬ ▬▬ ▬▬▬▬ ▬▬ ▬▬▬ ▬▬ ▬▬▬▬ ▬▬ ▬▬▬ ▬▬ ▬▬▬▬ ▬▬ ▬▬▬ ▬▬ ▬▬▬▬ ▬▬ ▬▬▬ ▬▬ ▬▬▬▬ ▬▬ ▬▬▬ ▬▬ ▬▬▬▬ ▬▬ ▬▬▬ ▬▬ ▬▬▬▬ ▬▬ ▬▬▬ ▬▬ ▬▬▬▬ ▬▬ ▬▬▬ ▬▬ ▬▬▬▬ ▬▬ ▬▬▬ ▬▬ ▬▬▬▬ ▬▬ ▬▬▬ ▬▬ ▬▬▬▬ ▬▬ ▬▬▬ ▬▬ ▬▬▬▬ ▬▬ ▬▬▬ ▬▬ ▬▬▬▬ ▬▬ ▬▬▬ ▬▬ ▬▬▬▬ ▬▬ ▬▬▬ ▬▬ ▬▬▬▬ ▬▬ ▬▬▬ ▬▬ ▬▬▬▬ ▬▬ ▬▬▬ ▬▬ ▬▬▬▬ ▬▬ ▬▬▬ ▬▬ ▬▬▬▬ ▬▬ ▬▬▬ ▬▬ ▬▬▬▬ ▬▬ ▬▬▬ ▬▬ ▬▬▬▬ ▬▬ ▬▬▬ ▬▬ ▬▬▬▬ ▬▬ ▬▬▬ ▬▬ ▬▬▬▬ ▬▬ ▬▬▬ ▬▬ ▬▬▬▬ ▬▬ ▬▬▬ ▬▬ ▬▬▬▬ ▬▬ ▬▬▬ ▬▬ ▬▬▬▬ ▬▬ ▬▬▬ ▬▬ ▬▬▬▬ ▬▬ ▬▬▬ ▬▬ ▬▬▬▬ ▬▬ ▬▬▬ ▬▬ ▬▬▬▬ ▬▬ ▬▬▬ ▬▬ ▬▬▬▬ ▬▬ ▬▬▬ ▬▬ ▬▬▬▬ ▬▬ ▬▬▬ ▬▬ ▬▬▬▬ ▬▬ ▬▬▬ ▬▬ ▬▬▬▬ ▬▬ ▬▬▬ ▬▬ ▬▬▬▬ ▬▬ ▬▬▬ ▬▬ ▬▬▬▬ ▬▬ ▬▬▬ ▬▬ ▬▬▬▬ ▬▬ ▬▬▬ ▬▬ ▬▬▬▬ ▬▬ ▬▬▬ ▬▬ ▬▬▬▬ ▬▬ ▬▬▬ ▬▬ ▬▬▬▬ ▬▬ ▬▬▬ ▬▬ ▬▬▬▬ ▬▬ ▬▬▬ ▬▬ ▬▬▬▬ ▬▬ ▬▬▬ ▬▬ ▬▬▬▬ ▬▬ ▬▬▬ ▬▬ ▬▬▬▬ ▬▬ ▬▬▬ ▬▬ ▬▬▬▬ ▬▬ ▬▬▬ ▬▬ ▬▬▬▬ ▬▬ ▬▬▬ ▬▬ ▬▬▬▬ ▬▬ ▬▬▬ ▬▬ ▬▬▬▬ ▬▬ ▬▬▬ ▬▬ ▬▬▬▬ ▬▬ ▬▬▬ ▬▬ ▬▬▬▬ ▬▬ ▬▬▬ ▬▬ ▬▬▬▬ ▬▬ ▬▬▬ ▬▬ ▬▬▬▬ ▬▬ ▬▬▬ ▬▬ ▬▬▬▬ ▬▬ ▬▬▬ ▬▬ ▬▬▬▬ ▬▬ ▬▬▬ ▬▬ ▬▬▬▬ ▬▬ ▬▬▬ ▬▬ ▬▬▬▬ ▬▬ ▬▬▬ ▬▬ ▬▬▬▬ ▬▬ ▬▬▬ ▬▬ ▬▬▬▬ ▬▬ ▬▬▬ ▬▬ ▬▬▬▬ ▬▬ ▬▬▬ ▬▬ ▬▬▬▬ ▬▬ ▬▬▬ ▬▬ ▬▬▬▬ ▬▬ ▬▬▬ ▬▬ ▬▬▬▬ ▬▬ ▬▬▬ ▬▬ ▬▬▬▬ ▬▬ ▬▬▬ ▬▬ ▬▬▬▬ ▬▬ ▬▬▬ ▬▬ ▬▬▬▬ ▬▬ ▬▬▬ ▬▬ ▬▬▬▬ ▬▬ ▬▬▬ ▬▬ ▬▬▬▬ ▬▬ ▬▬▬ ▬▬ ▬▬▬▬: [440, 123, 506, 674]
slogan: Ver Posta'yı gitsin!: [33, 73, 141, 87]
banner-text: ARABASINI SATAMAYAN YOKTUR, POSTA SERİ İLAN SAYFALARINA İLAN VEREMEYEN ARABA SAHİBİ VARDIR: [457, 861, 577, 884]
banner-logo: POSTA SERİ İLAN: [525, 907, 577, 913]
column-heading: SİLİVRİ: [513, 106, 578, 119]
classified-text-block: ▬▬ ▬▬▬ ▬▬ ▬▬▬▬ ▬▬ ▬▬▬ ▬▬ ▬▬▬▬ ▬▬ ▬▬▬ ▬▬ ▬▬▬▬ ▬▬ ▬▬▬ ▬▬ ▬▬▬▬ ▬▬ ▬▬▬ ▬▬ ▬▬▬▬ ▬▬ ▬▬▬ ▬▬ ▬▬▬▬ ▬▬ ▬▬▬ ▬▬ ▬▬▬▬ ▬▬ ▬▬▬ ▬▬ ▬▬▬▬ ▬▬ ▬▬▬ ▬▬ ▬▬▬▬ ▬▬ ▬▬▬ ▬▬ ▬▬▬▬ ▬▬ ▬▬▬ ▬▬ ▬▬▬▬ ▬▬ ▬▬▬ ▬▬ ▬▬▬▬ ▬▬ ▬▬▬ ▬▬ ▬▬▬▬ ▬▬ ▬▬▬ ▬▬ ▬▬▬▬ ▬▬ ▬▬▬ ▬▬ ▬▬▬▬ ▬▬ ▬▬▬ ▬▬ ▬▬▬▬ ▬▬ ▬▬▬ ▬▬ ▬▬▬▬ ▬▬ ▬▬▬ ▬▬ ▬▬▬▬ ▬▬ ▬▬▬ ▬▬ ▬▬▬▬ ▬▬ ▬▬▬ ▬▬ ▬▬▬▬ ▬▬ ▬▬▬ ▬▬ ▬▬▬▬ ▬▬ ▬▬▬ ▬▬ ▬▬▬▬ ▬▬ ▬▬▬ ▬▬ ▬▬▬▬ ▬▬ ▬▬▬ ▬▬ ▬▬▬▬ ▬▬ ▬▬▬ ▬▬ ▬▬▬▬ ▬▬ ▬▬▬ ▬▬ ▬▬▬▬ ▬▬ ▬▬▬ ▬▬ ▬▬▬▬ ▬▬ ▬▬▬ ▬▬ ▬▬▬▬ ▬▬ ▬▬▬ ▬▬ ▬▬▬▬ ▬▬ ▬▬▬ ▬▬ ▬▬▬▬ ▬▬ ▬▬▬ ▬▬ ▬▬▬▬ ▬▬ ▬▬▬ ▬▬ ▬▬▬▬ ▬▬ ▬▬▬ ▬▬ ▬▬▬▬ ▬▬ ▬▬▬ ▬▬ ▬▬▬▬ ▬▬ ▬▬▬ ▬▬ ▬▬▬▬ ▬▬ ▬▬▬ ▬▬ ▬▬▬▬ ▬▬ ▬▬▬ ▬▬ ▬▬▬▬ ▬▬ ▬▬▬ ▬▬ ▬▬▬▬ ▬▬ ▬▬▬ ▬▬ ▬▬▬▬ ▬▬ ▬▬▬ ▬▬ ▬▬▬▬ ▬▬ ▬▬▬ ▬▬ ▬▬▬▬ ▬▬ ▬▬▬ ▬▬ ▬▬▬▬ ▬▬ ▬▬▬ ▬▬ ▬▬▬▬ ▬▬ ▬▬▬ ▬▬ ▬▬▬▬ ▬▬ ▬▬▬ ▬▬ ▬▬▬▬ ▬▬ ▬▬▬ ▬▬ ▬▬▬▬ ▬▬ ▬▬▬ ▬▬ ▬▬▬▬ ▬▬ ▬▬▬ ▬▬ ▬▬▬▬ ▬▬ ▬▬▬ ▬▬ ▬▬▬▬ ▬▬ ▬▬▬ ▬▬ ▬▬▬▬ ▬▬ ▬▬▬ ▬▬ ▬▬▬▬ ▬▬ ▬▬▬ ▬▬ ▬▬▬▬ ▬▬ ▬▬▬ ▬▬ ▬▬▬▬ ▬▬ ▬▬▬ ▬▬ ▬▬▬▬ ▬▬ ▬▬▬ ▬▬ ▬▬▬▬ ▬▬ ▬▬▬ ▬▬ ▬▬▬▬ ▬▬ ▬▬▬ ▬▬ ▬▬▬▬ ▬▬ ▬▬▬ ▬▬ ▬▬▬▬ ▬▬ ▬▬▬ ▬▬ ▬▬▬▬ ▬▬ ▬▬▬ ▬▬ ▬▬▬▬ ▬▬ ▬▬▬ ▬▬ ▬▬▬▬ ▬▬ ▬▬▬ ▬▬ ▬▬▬▬ ▬▬ ▬▬▬ ▬▬ ▬▬▬▬ ▬▬ ▬▬▬ ▬▬ ▬▬▬▬ ▬▬ ▬▬▬ ▬▬ ▬▬▬▬ ▬▬ ▬▬▬ ▬▬ ▬▬▬▬ ▬▬ ▬▬▬ ▬▬ ▬▬▬▬ ▬▬ ▬▬▬ ▬▬ ▬▬▬▬ ▬▬ ▬▬▬ ▬▬ ▬▬▬▬ ▬▬ ▬▬▬ ▬▬ ▬▬▬▬ ▬▬ ▬▬▬ ▬▬ ▬▬▬▬ ▬▬ ▬▬▬ ▬▬ ▬▬▬▬ ▬▬ ▬▬▬ ▬▬ ▬▬▬▬ ▬▬ ▬▬▬ ▬▬ ▬▬▬▬ ▬▬ ▬▬▬ ▬▬ ▬▬▬▬ ▬▬ ▬▬▬ ▬▬ ▬▬▬▬ ▬▬ ▬▬▬ ▬▬ ▬▬▬▬ ▬▬ ▬▬▬ ▬▬ ▬▬▬▬ ▬▬ ▬▬▬ ▬▬ ▬▬▬▬ ▬▬ ▬▬▬ ▬▬ ▬▬▬▬ ▬▬ ▬▬▬ ▬▬ ▬▬▬▬ ▬▬ ▬▬▬ ▬▬ ▬▬▬▬ ▬▬ ▬▬▬ ▬▬ ▬▬▬▬ ▬▬ ▬▬▬ ▬▬ ▬▬▬▬ ▬▬ ▬▬▬ ▬▬ ▬▬▬▬ ▬▬ ▬▬▬ ▬▬ ▬▬▬▬ ▬▬ ▬▬▬ ▬▬ ▬▬▬▬ ▬▬ ▬▬▬ ▬▬ ▬▬▬▬ ▬▬ ▬▬▬ ▬▬ ▬▬▬▬ ▬▬ ▬▬▬ ▬▬ ▬▬▬▬ ▬▬ ▬▬▬ ▬▬ ▬▬▬▬ ▬▬ ▬▬▬ ▬▬ ▬▬▬▬ ▬▬ ▬▬▬ ▬▬ ▬▬▬▬ ▬▬ ▬▬▬ ▬▬ ▬▬▬▬ ▬▬ ▬▬▬ ▬▬ ▬▬▬▬ ▬▬ ▬▬▬ ▬▬ ▬▬▬▬ ▬▬ ▬▬▬ ▬▬ ▬▬▬▬ ▬▬ ▬▬▬ ▬▬ ▬▬▬▬ ▬▬ ▬▬▬ ▬▬ ▬▬▬▬ ▬▬ ▬▬▬ ▬▬ ▬▬▬▬ ▬▬ ▬▬▬ ▬▬ ▬▬▬▬ ▬▬ ▬▬▬ ▬▬ ▬▬▬▬ ▬▬ ▬▬▬ ▬▬ ▬▬▬▬ ▬▬ ▬▬▬ ▬▬ ▬▬▬▬ ▬▬ ▬▬▬ ▬▬ ▬▬▬▬ ▬▬ ▬▬▬ ▬▬ ▬▬▬▬ ▬▬ ▬▬▬ ▬▬ ▬▬▬▬ ▬▬ ▬▬▬ ▬▬ ▬▬▬▬ ▬▬ ▬▬▬ ▬▬ ▬▬▬▬ ▬▬ ▬▬▬ ▬▬ ▬▬▬▬ ▬▬ ▬▬▬ ▬▬ ▬▬▬▬ ▬▬ ▬▬▬ ▬▬ ▬▬▬▬ ▬▬ ▬▬▬ ▬▬ ▬▬▬▬ ▬▬ ▬▬▬ ▬▬ ▬▬▬▬ ▬▬ ▬▬▬ ▬▬ ▬▬▬▬ ▬▬ ▬▬▬ ▬▬ ▬▬▬▬ ▬▬ ▬▬▬ ▬▬ ▬▬▬▬ ▬▬ ▬▬▬ ▬▬ ▬▬▬▬ ▬▬ ▬▬▬ ▬▬ ▬▬▬▬ ▬▬ ▬▬▬ ▬▬ ▬▬▬▬ ▬▬ ▬▬▬ ▬▬ ▬▬▬▬ ▬▬ ▬▬▬ ▬▬ ▬▬▬▬ ▬▬ ▬▬▬ ▬▬ ▬▬▬▬ ▬▬ ▬▬▬ ▬▬ ▬▬▬▬ ▬▬ ▬▬▬ ▬▬ ▬▬▬▬ ▬▬ ▬▬▬ ▬▬ ▬▬▬▬ ▬▬ ▬▬▬ ▬▬ ▬▬▬▬ ▬▬ ▬▬▬ ▬▬ ▬▬▬▬ ▬▬ ▬▬▬ ▬▬ ▬▬▬▬ ▬▬ ▬▬▬ ▬▬ ▬▬▬▬ ▬▬ ▬▬▬ ▬▬ ▬▬▬▬ ▬▬ ▬▬▬ ▬▬ ▬▬▬▬ ▬▬ ▬▬▬ ▬▬ ▬▬▬▬ ▬▬ ▬▬▬ ▬▬ ▬▬▬▬ ▬▬ ▬▬▬ ▬▬ ▬▬▬▬ ▬▬ ▬▬▬ ▬▬ ▬▬▬▬ ▬▬ ▬▬▬ ▬▬ ▬▬▬▬ ▬▬ ▬▬▬ ▬▬ ▬▬▬▬ ▬▬ ▬▬▬ ▬▬ ▬▬▬▬ ▬▬ ▬▬▬ ▬▬ ▬▬▬▬ ▬▬ ▬▬▬ ▬▬ ▬▬▬▬ ▬▬ ▬▬▬ ▬▬ ▬▬▬▬ ▬▬ ▬▬▬ ▬▬ ▬▬▬▬ ▬▬ ▬▬▬ ▬▬ ▬▬▬▬ ▬▬ ▬▬▬ ▬▬ ▬▬▬▬ ▬▬ ▬▬▬ ▬▬ ▬▬▬▬ ▬▬ ▬▬▬ ▬▬ ▬▬▬▬ ▬▬ ▬▬▬ ▬▬ ▬▬▬▬ ▬▬ ▬▬▬ ▬▬ ▬▬▬▬ ▬▬ ▬▬▬ ▬▬ ▬▬▬▬ ▬▬ ▬▬▬ ▬▬ ▬▬▬▬ ▬▬ ▬▬▬ ▬▬ ▬▬▬▬ ▬▬ ▬▬▬ ▬▬ ▬▬▬▬ ▬▬ ▬▬▬ ▬▬ ▬▬▬▬ ▬▬ ▬▬▬ ▬▬ ▬▬▬▬ ▬▬ ▬▬▬ ▬▬ ▬▬▬▬ ▬▬ ▬▬▬ ▬▬ ▬▬▬▬ ▬▬ ▬▬▬ ▬▬ ▬▬▬▬ ▬▬ ▬▬▬ ▬▬ ▬▬▬▬ ▬▬ ▬▬▬ ▬▬ ▬▬▬▬ ▬▬ ▬▬▬ ▬▬ ▬▬▬▬ ▬▬ ▬▬▬ ▬▬ ▬▬▬▬ ▬▬ ▬▬▬ ▬▬ ▬▬▬▬ ▬▬ ▬▬▬ ▬▬ ▬▬▬▬ ▬▬ ▬▬▬ ▬▬ ▬▬▬▬ ▬▬ ▬▬▬ ▬▬ ▬▬▬▬ ▬▬ ▬▬▬ ▬▬ ▬▬▬▬ ▬▬ ▬▬▬ ▬▬ ▬▬▬▬ ▬▬ ▬▬▬ ▬▬ ▬▬▬▬ ▬▬ ▬▬▬ ▬▬ ▬▬▬▬ ▬▬ ▬▬▬ ▬▬ ▬▬▬▬ ▬▬ ▬▬▬ ▬▬ ▬▬▬▬ ▬▬ ▬▬▬ ▬▬ ▬▬▬▬ ▬▬ ▬▬▬ ▬▬ ▬▬▬▬ ▬▬ ▬▬▬ ▬▬ ▬▬▬▬ ▬▬ ▬▬▬ ▬▬ ▬▬▬▬ ▬▬ ▬▬▬ ▬▬ ▬▬▬▬ ▬▬ ▬▬▬ ▬▬ ▬▬▬▬ ▬▬ ▬▬▬ ▬▬ ▬▬▬▬ ▬▬ ▬▬▬ ▬▬ ▬▬▬▬: [152, 123, 217, 674]
column-heading: ŞİRKETİMİZİN: [80, 106, 145, 121]
page-footer: [0, 935, 588, 957]
classified-text-block: ▬▬ ▬▬▬ ▬▬ ▬▬▬▬ ▬▬ ▬▬▬ ▬▬ ▬▬▬▬ ▬▬ ▬▬▬ ▬▬ ▬▬▬▬ ▬▬ ▬▬▬ ▬▬ ▬▬▬▬ ▬▬ ▬▬▬ ▬▬ ▬▬▬▬ ▬▬ ▬▬▬ ▬▬ ▬▬▬▬ ▬▬ ▬▬▬ ▬▬ ▬▬▬▬ ▬▬ ▬▬▬ ▬▬ ▬▬▬▬ ▬▬ ▬▬▬ ▬▬ ▬▬▬▬ ▬▬ ▬▬▬ ▬▬ ▬▬▬▬ ▬▬ ▬▬▬ ▬▬ ▬▬▬▬ ▬▬ ▬▬▬ ▬▬ ▬▬▬▬ ▬▬ ▬▬▬ ▬▬ ▬▬▬▬ ▬▬ ▬▬▬ ▬▬ ▬▬▬▬ ▬▬ ▬▬▬ ▬▬ ▬▬▬▬ ▬▬ ▬▬▬ ▬▬ ▬▬▬▬ ▬▬ ▬▬▬ ▬▬ ▬▬▬▬ ▬▬ ▬▬▬ ▬▬ ▬▬▬▬ ▬▬ ▬▬▬ ▬▬ ▬▬▬▬ ▬▬ ▬▬▬ ▬▬ ▬▬▬▬ ▬▬ ▬▬▬ ▬▬ ▬▬▬▬ ▬▬ ▬▬▬ ▬▬ ▬▬▬▬ ▬▬ ▬▬▬ ▬▬ ▬▬▬▬ ▬▬ ▬▬▬ ▬▬ ▬▬▬▬ ▬▬ ▬▬▬ ▬▬ ▬▬▬▬ ▬▬ ▬▬▬ ▬▬ ▬▬▬▬ ▬▬ ▬▬▬ ▬▬ ▬▬▬▬ ▬▬ ▬▬▬ ▬▬ ▬▬▬▬ ▬▬ ▬▬▬ ▬▬ ▬▬▬▬ ▬▬ ▬▬▬ ▬▬ ▬▬▬▬ ▬▬ ▬▬▬ ▬▬ ▬▬▬▬ ▬▬ ▬▬▬ ▬▬ ▬▬▬▬ ▬▬ ▬▬▬ ▬▬ ▬▬▬▬ ▬▬ ▬▬▬ ▬▬ ▬▬▬▬ ▬▬ ▬▬▬ ▬▬ ▬▬▬▬ ▬▬ ▬▬▬ ▬▬ ▬▬▬▬ ▬▬ ▬▬▬ ▬▬ ▬▬▬▬ ▬▬ ▬▬▬ ▬▬ ▬▬▬▬ ▬▬ ▬▬▬ ▬▬ ▬▬▬▬ ▬▬ ▬▬▬ ▬▬ ▬▬▬▬ ▬▬ ▬▬▬ ▬▬ ▬▬▬▬ ▬▬ ▬▬▬ ▬▬ ▬▬▬▬ ▬▬ ▬▬▬ ▬▬ ▬▬▬▬ ▬▬ ▬▬▬ ▬▬ ▬▬▬▬ ▬▬ ▬▬▬ ▬▬ ▬▬▬▬ ▬▬ ▬▬▬ ▬▬ ▬▬▬▬ ▬▬ ▬▬▬ ▬▬ ▬▬▬▬ ▬▬ ▬▬▬ ▬▬ ▬▬▬▬ ▬▬ ▬▬▬ ▬▬ ▬▬▬▬ ▬▬ ▬▬▬ ▬▬ ▬▬▬▬ ▬▬ ▬▬▬ ▬▬ ▬▬▬▬ ▬▬ ▬▬▬ ▬▬ ▬▬▬▬ ▬▬ ▬▬▬ ▬▬ ▬▬▬▬ ▬▬ ▬▬▬ ▬▬ ▬▬▬▬ ▬▬ ▬▬▬ ▬▬ ▬▬▬▬ ▬▬ ▬▬▬ ▬▬ ▬▬▬▬ ▬▬ ▬▬▬ ▬▬ ▬▬▬▬ ▬▬ ▬▬▬ ▬▬ ▬▬▬▬ ▬▬ ▬▬▬ ▬▬ ▬▬▬▬ ▬▬ ▬▬▬ ▬▬ ▬▬▬▬ ▬▬ ▬▬▬ ▬▬ ▬▬▬▬ ▬▬ ▬▬▬ ▬▬ ▬▬▬▬ ▬▬ ▬▬▬ ▬▬ ▬▬▬▬ ▬▬ ▬▬▬ ▬▬ ▬▬▬▬ ▬▬ ▬▬▬ ▬▬ ▬▬▬▬ ▬▬ ▬▬▬ ▬▬ ▬▬▬▬ ▬▬ ▬▬▬ ▬▬ ▬▬▬▬ ▬▬ ▬▬▬ ▬▬ ▬▬▬▬ ▬▬ ▬▬▬ ▬▬ ▬▬▬▬ ▬▬ ▬▬▬ ▬▬ ▬▬▬▬ ▬▬ ▬▬▬ ▬▬ ▬▬▬▬ ▬▬ ▬▬▬ ▬▬ ▬▬▬▬ ▬▬ ▬▬▬ ▬▬ ▬▬▬▬ ▬▬ ▬▬▬ ▬▬ ▬▬▬▬ ▬▬ ▬▬▬ ▬▬ ▬▬▬▬ ▬▬ ▬▬▬ ▬▬ ▬▬▬▬ ▬▬ ▬▬▬ ▬▬ ▬▬▬▬ ▬▬ ▬▬▬ ▬▬ ▬▬▬▬ ▬▬ ▬▬▬ ▬▬ ▬▬▬▬ ▬▬ ▬▬▬ ▬▬ ▬▬▬▬ ▬▬ ▬▬▬ ▬▬ ▬▬▬▬ ▬▬ ▬▬▬ ▬▬ ▬▬▬▬ ▬▬ ▬▬▬ ▬▬ ▬▬▬▬ ▬▬ ▬▬▬ ▬▬ ▬▬▬▬ ▬▬ ▬▬▬ ▬▬ ▬▬▬▬ ▬▬ ▬▬▬ ▬▬ ▬▬▬▬ ▬▬ ▬▬▬ ▬▬ ▬▬▬▬ ▬▬ ▬▬▬ ▬▬ ▬▬▬▬ ▬▬ ▬▬▬ ▬▬ ▬▬▬▬ ▬▬ ▬▬▬ ▬▬ ▬▬▬▬ ▬▬ ▬▬▬ ▬▬ ▬▬▬▬ ▬▬ ▬▬▬ ▬▬ ▬▬▬▬ ▬▬ ▬▬▬ ▬▬ ▬▬▬▬ ▬▬ ▬▬▬ ▬▬ ▬▬▬▬ ▬▬ ▬▬▬ ▬▬ ▬▬▬▬ ▬▬ ▬▬▬ ▬▬ ▬▬▬▬ ▬▬ ▬▬▬ ▬▬ ▬▬▬▬ ▬▬ ▬▬▬ ▬▬ ▬▬▬▬ ▬▬ ▬▬▬ ▬▬ ▬▬▬▬ ▬▬ ▬▬▬ ▬▬ ▬▬▬▬ ▬▬ ▬▬▬ ▬▬ ▬▬▬▬ ▬▬ ▬▬▬ ▬▬ ▬▬▬▬ ▬▬ ▬▬▬ ▬▬ ▬▬▬▬ ▬▬ ▬▬▬ ▬▬ ▬▬▬▬ ▬▬ ▬▬▬ ▬▬ ▬▬▬▬ ▬▬ ▬▬▬ ▬▬ ▬▬▬▬ ▬▬ ▬▬▬ ▬▬ ▬▬▬▬ ▬▬ ▬▬▬ ▬▬ ▬▬▬▬ ▬▬ ▬▬▬ ▬▬ ▬▬▬▬ ▬▬ ▬▬▬ ▬▬ ▬▬▬▬ ▬▬ ▬▬▬ ▬▬ ▬▬▬▬ ▬▬ ▬▬▬ ▬▬ ▬▬▬▬ ▬▬ ▬▬▬ ▬▬ ▬▬▬▬ ▬▬ ▬▬▬ ▬▬ ▬▬▬▬ ▬▬ ▬▬▬ ▬▬ ▬▬▬▬ ▬▬ ▬▬▬ ▬▬ ▬▬▬▬ ▬▬ ▬▬▬ ▬▬ ▬▬▬▬ ▬▬ ▬▬▬ ▬▬ ▬▬▬▬ ▬▬ ▬▬▬ ▬▬ ▬▬▬▬ ▬▬ ▬▬▬ ▬▬ ▬▬▬▬ ▬▬ ▬▬▬ ▬▬ ▬▬▬▬ ▬▬ ▬▬▬ ▬▬ ▬▬▬▬ ▬▬ ▬▬▬ ▬▬ ▬▬▬▬ ▬▬ ▬▬▬ ▬▬ ▬▬▬▬ ▬▬ ▬▬▬ ▬▬ ▬▬▬▬ ▬▬ ▬▬▬ ▬▬ ▬▬▬▬ ▬▬ ▬▬▬ ▬▬ ▬▬▬▬ ▬▬ ▬▬▬ ▬▬ ▬▬▬▬ ▬▬ ▬▬▬ ▬▬ ▬▬▬▬ ▬▬ ▬▬▬ ▬▬ ▬▬▬▬ ▬▬ ▬▬▬ ▬▬ ▬▬▬▬ ▬▬ ▬▬▬ ▬▬ ▬▬▬▬ ▬▬ ▬▬▬ ▬▬ ▬▬▬▬ ▬▬ ▬▬▬ ▬▬ ▬▬▬▬ ▬▬ ▬▬▬ ▬▬ ▬▬▬▬ ▬▬ ▬▬▬ ▬▬ ▬▬▬▬ ▬▬ ▬▬▬ ▬▬ ▬▬▬▬ ▬▬ ▬▬▬ ▬▬ ▬▬▬▬ ▬▬ ▬▬▬ ▬▬ ▬▬▬▬ ▬▬ ▬▬▬ ▬▬ ▬▬▬▬ ▬▬ ▬▬▬ ▬▬ ▬▬▬▬ ▬▬ ▬▬▬ ▬▬ ▬▬▬▬ ▬▬ ▬▬▬ ▬▬ ▬▬▬▬ ▬▬ ▬▬▬ ▬▬ ▬▬▬▬ ▬▬ ▬▬▬ ▬▬ ▬▬▬▬ ▬▬ ▬▬▬ ▬▬ ▬▬▬▬ ▬▬ ▬▬▬ ▬▬ ▬▬▬▬ ▬▬ ▬▬▬ ▬▬ ▬▬▬▬ ▬▬ ▬▬▬ ▬▬ ▬▬▬▬ ▬▬ ▬▬▬ ▬▬ ▬▬▬▬ ▬▬ ▬▬▬ ▬▬ ▬▬▬▬ ▬▬ ▬▬▬ ▬▬ ▬▬▬▬ ▬▬ ▬▬▬ ▬▬ ▬▬▬▬ ▬▬ ▬▬▬ ▬▬ ▬▬▬▬ ▬▬ ▬▬▬ ▬▬ ▬▬▬▬ ▬▬ ▬▬▬ ▬▬ ▬▬▬▬ ▬▬ ▬▬▬ ▬▬ ▬▬▬▬ ▬▬ ▬▬▬ ▬▬ ▬▬▬▬ ▬▬ ▬▬▬ ▬▬ ▬▬▬▬ ▬▬ ▬▬▬ ▬▬ ▬▬▬▬ ▬▬ ▬▬▬ ▬▬ ▬▬▬▬ ▬▬ ▬▬▬ ▬▬ ▬▬▬▬ ▬▬ ▬▬▬ ▬▬ ▬▬▬▬ ▬▬ ▬▬▬ ▬▬ ▬▬▬▬ ▬▬ ▬▬▬ ▬▬ ▬▬▬▬ ▬▬ ▬▬▬ ▬▬ ▬▬▬▬ ▬▬ ▬▬▬ ▬▬ ▬▬▬▬ ▬▬ ▬▬▬ ▬▬ ▬▬▬▬ ▬▬ ▬▬▬ ▬▬ ▬▬▬▬ ▬▬ ▬▬▬ ▬▬ ▬▬▬▬ ▬▬ ▬▬▬ ▬▬ ▬▬▬▬ ▬▬ ▬▬▬ ▬▬ ▬▬▬▬ ▬▬ ▬▬▬ ▬▬ ▬▬▬▬ ▬▬ ▬▬▬ ▬▬ ▬▬▬▬ ▬▬ ▬▬▬ ▬▬ ▬▬▬▬ ▬▬ ▬▬▬ ▬▬ ▬▬▬▬ ▬▬ ▬▬▬ ▬▬ ▬▬▬▬ ▬▬ ▬▬▬ ▬▬ ▬▬▬▬ ▬▬ ▬▬▬ ▬▬ ▬▬▬▬ ▬▬ ▬▬▬ ▬▬ ▬▬▬▬: [368, 140, 433, 691]
color-bar-label: CMYB: [280, 939, 304, 948]
column-heading: PEŞİNATLA: [297, 106, 362, 121]
promo-banner: [452, 856, 582, 918]
ad-column: [441, 104, 509, 914]
ad-column: [369, 104, 437, 914]
column-heading: ABARTISIZ: [152, 106, 217, 121]
classified-columns: [8, 104, 580, 914]
classified-text-block: ▬▬ ▬▬▬ ▬▬ ▬▬▬▬ ▬▬ ▬▬▬ ▬▬ ▬▬▬▬ ▬▬ ▬▬▬ ▬▬ ▬▬▬▬ ▬▬ ▬▬▬ ▬▬ ▬▬▬▬ ▬▬ ▬▬▬ ▬▬ ▬▬▬▬ ▬▬ ▬▬▬ ▬▬ ▬▬▬▬ ▬▬ ▬▬▬ ▬▬ ▬▬▬▬ ▬▬ ▬▬▬ ▬▬ ▬▬▬▬ ▬▬ ▬▬▬ ▬▬ ▬▬▬▬ ▬▬ ▬▬▬ ▬▬ ▬▬▬▬ ▬▬ ▬▬▬ ▬▬ ▬▬▬▬ ▬▬ ▬▬▬ ▬▬ ▬▬▬▬ ▬▬ ▬▬▬ ▬▬ ▬▬▬▬ ▬▬ ▬▬▬ ▬▬ ▬▬▬▬ ▬▬ ▬▬▬ ▬▬ ▬▬▬▬ ▬▬ ▬▬▬ ▬▬ ▬▬▬▬ ▬▬ ▬▬▬ ▬▬ ▬▬▬▬ ▬▬ ▬▬▬ ▬▬ ▬▬▬▬ ▬▬ ▬▬▬ ▬▬ ▬▬▬▬ ▬▬ ▬▬▬ ▬▬ ▬▬▬▬ ▬▬ ▬▬▬ ▬▬ ▬▬▬▬ ▬▬ ▬▬▬ ▬▬ ▬▬▬▬ ▬▬ ▬▬▬ ▬▬ ▬▬▬▬ ▬▬ ▬▬▬ ▬▬ ▬▬▬▬ ▬▬ ▬▬▬ ▬▬ ▬▬▬▬ ▬▬ ▬▬▬ ▬▬ ▬▬▬▬ ▬▬ ▬▬▬ ▬▬ ▬▬▬▬ ▬▬ ▬▬▬ ▬▬ ▬▬▬▬ ▬▬ ▬▬▬ ▬▬ ▬▬▬▬ ▬▬ ▬▬▬ ▬▬ ▬▬▬▬ ▬▬ ▬▬▬ ▬▬ ▬▬▬▬ ▬▬ ▬▬▬ ▬▬ ▬▬▬▬ ▬▬ ▬▬▬ ▬▬ ▬▬▬▬ ▬▬ ▬▬▬ ▬▬ ▬▬▬▬ ▬▬ ▬▬▬ ▬▬ ▬▬▬▬ ▬▬ ▬▬▬ ▬▬ ▬▬▬▬ ▬▬ ▬▬▬ ▬▬ ▬▬▬▬ ▬▬ ▬▬▬ ▬▬ ▬▬▬▬ ▬▬ ▬▬▬ ▬▬ ▬▬▬▬ ▬▬ ▬▬▬ ▬▬ ▬▬▬▬ ▬▬ ▬▬▬ ▬▬ ▬▬▬▬ ▬▬ ▬▬▬ ▬▬ ▬▬▬▬ ▬▬ ▬▬▬ ▬▬ ▬▬▬▬ ▬▬ ▬▬▬ ▬▬ ▬▬▬▬ ▬▬ ▬▬▬ ▬▬ ▬▬▬▬ ▬▬ ▬▬▬ ▬▬ ▬▬▬▬ ▬▬ ▬▬▬ ▬▬ ▬▬▬▬ ▬▬ ▬▬▬ ▬▬ ▬▬▬▬ ▬▬ ▬▬▬ ▬▬ ▬▬▬▬ ▬▬ ▬▬▬ ▬▬ ▬▬▬▬ ▬▬ ▬▬▬ ▬▬ ▬▬▬▬ ▬▬ ▬▬▬ ▬▬ ▬▬▬▬ ▬▬ ▬▬▬ ▬▬ ▬▬▬▬ ▬▬ ▬▬▬ ▬▬ ▬▬▬▬ ▬▬ ▬▬▬ ▬▬ ▬▬▬▬ ▬▬ ▬▬▬ ▬▬ ▬▬▬▬ ▬▬ ▬▬▬ ▬▬ ▬▬▬▬ ▬▬ ▬▬▬ ▬▬ ▬▬▬▬ ▬▬ ▬▬▬ ▬▬ ▬▬▬▬ ▬▬ ▬▬▬ ▬▬ ▬▬▬▬ ▬▬ ▬▬▬ ▬▬ ▬▬▬▬ ▬▬ ▬▬▬ ▬▬ ▬▬▬▬ ▬▬ ▬▬▬ ▬▬ ▬▬▬▬ ▬▬ ▬▬▬ ▬▬ ▬▬▬▬ ▬▬ ▬▬▬ ▬▬ ▬▬▬▬ ▬▬ ▬▬▬ ▬▬ ▬▬▬▬ ▬▬ ▬▬▬ ▬▬ ▬▬▬▬ ▬▬ ▬▬▬ ▬▬ ▬▬▬▬ ▬▬ ▬▬▬ ▬▬ ▬▬▬▬ ▬▬ ▬▬▬ ▬▬ ▬▬▬▬ ▬▬ ▬▬▬ ▬▬ ▬▬▬▬ ▬▬ ▬▬▬ ▬▬ ▬▬▬▬ ▬▬ ▬▬▬ ▬▬ ▬▬▬▬ ▬▬ ▬▬▬ ▬▬ ▬▬▬▬ ▬▬ ▬▬▬ ▬▬ ▬▬▬▬ ▬▬ ▬▬▬ ▬▬ ▬▬▬▬ ▬▬ ▬▬▬ ▬▬ ▬▬▬▬ ▬▬ ▬▬▬ ▬▬ ▬▬▬▬ ▬▬ ▬▬▬ ▬▬ ▬▬▬▬ ▬▬ ▬▬▬ ▬▬ ▬▬▬▬ ▬▬ ▬▬▬ ▬▬ ▬▬▬▬ ▬▬ ▬▬▬ ▬▬ ▬▬▬▬ ▬▬ ▬▬▬ ▬▬ ▬▬▬▬ ▬▬ ▬▬▬ ▬▬ ▬▬▬▬ ▬▬ ▬▬▬ ▬▬ ▬▬▬▬ ▬▬ ▬▬▬ ▬▬ ▬▬▬▬ ▬▬ ▬▬▬ ▬▬ ▬▬▬▬ ▬▬ ▬▬▬ ▬▬ ▬▬▬▬ ▬▬ ▬▬▬ ▬▬ ▬▬▬▬ ▬▬ ▬▬▬ ▬▬ ▬▬▬▬ ▬▬ ▬▬▬ ▬▬ ▬▬▬▬ ▬▬ ▬▬▬ ▬▬ ▬▬▬▬ ▬▬ ▬▬▬ ▬▬ ▬▬▬▬ ▬▬ ▬▬▬ ▬▬ ▬▬▬▬ ▬▬ ▬▬▬ ▬▬ ▬▬▬▬ ▬▬ ▬▬▬ ▬▬ ▬▬▬▬ ▬▬ ▬▬▬ ▬▬ ▬▬▬▬ ▬▬ ▬▬▬ ▬▬ ▬▬▬▬ ▬▬ ▬▬▬ ▬▬ ▬▬▬▬ ▬▬ ▬▬▬ ▬▬ ▬▬▬▬ ▬▬ ▬▬▬ ▬▬ ▬▬▬▬ ▬▬ ▬▬▬ ▬▬ ▬▬▬▬ ▬▬ ▬▬▬ ▬▬ ▬▬▬▬ ▬▬ ▬▬▬ ▬▬ ▬▬▬▬ ▬▬ ▬▬▬ ▬▬ ▬▬▬▬ ▬▬ ▬▬▬ ▬▬ ▬▬▬▬ ▬▬ ▬▬▬ ▬▬ ▬▬▬▬ ▬▬ ▬▬▬ ▬▬ ▬▬▬▬ ▬▬ ▬▬▬ ▬▬ ▬▬▬▬ ▬▬ ▬▬▬ ▬▬ ▬▬▬▬ ▬▬ ▬▬▬ ▬▬ ▬▬▬▬ ▬▬ ▬▬▬ ▬▬ ▬▬▬▬ ▬▬ ▬▬▬ ▬▬ ▬▬▬▬ ▬▬ ▬▬▬ ▬▬ ▬▬▬▬ ▬▬ ▬▬▬ ▬▬ ▬▬▬▬ ▬▬ ▬▬▬ ▬▬ ▬▬▬▬ ▬▬ ▬▬▬ ▬▬ ▬▬▬▬ ▬▬ ▬▬▬ ▬▬ ▬▬▬▬ ▬▬ ▬▬▬ ▬▬ ▬▬▬▬ ▬▬ ▬▬▬ ▬▬ ▬▬▬▬ ▬▬ ▬▬▬ ▬▬ ▬▬▬▬ ▬▬ ▬▬▬ ▬▬ ▬▬▬▬ ▬▬ ▬▬▬ ▬▬ ▬▬▬▬ ▬▬ ▬▬▬ ▬▬ ▬▬▬▬ ▬▬ ▬▬▬ ▬▬ ▬▬▬▬ ▬▬ ▬▬▬ ▬▬ ▬▬▬▬ ▬▬ ▬▬▬ ▬▬ ▬▬▬▬ ▬▬ ▬▬▬ ▬▬ ▬▬▬▬ ▬▬ ▬▬▬ ▬▬ ▬▬▬▬ ▬▬ ▬▬▬ ▬▬ ▬▬▬▬ ▬▬ ▬▬▬ ▬▬ ▬▬▬▬ ▬▬ ▬▬▬ ▬▬ ▬▬▬▬ ▬▬ ▬▬▬ ▬▬ ▬▬▬▬ ▬▬ ▬▬▬ ▬▬ ▬▬▬▬ ▬▬ ▬▬▬ ▬▬ ▬▬▬▬ ▬▬ ▬▬▬ ▬▬ ▬▬▬▬ ▬▬ ▬▬▬ ▬▬ ▬▬▬▬ ▬▬ ▬▬▬ ▬▬ ▬▬▬▬ ▬▬ ▬▬▬ ▬▬ ▬▬▬▬ ▬▬ ▬▬▬ ▬▬ ▬▬▬▬ ▬▬ ▬▬▬ ▬▬ ▬▬▬▬ ▬▬ ▬▬▬ ▬▬ ▬▬▬▬ ▬▬ ▬▬▬ ▬▬ ▬▬▬▬ ▬▬ ▬▬▬ ▬▬ ▬▬▬▬ ▬▬ ▬▬▬ ▬▬ ▬▬▬▬ ▬▬ ▬▬▬ ▬▬ ▬▬▬▬ ▬▬ ▬▬▬ ▬▬ ▬▬▬▬ ▬▬ ▬▬▬ ▬▬ ▬▬▬▬ ▬▬ ▬▬▬ ▬▬ ▬▬▬▬ ▬▬ ▬▬▬ ▬▬ ▬▬▬▬ ▬▬ ▬▬▬ ▬▬ ▬▬▬▬ ▬▬ ▬▬▬ ▬▬ ▬▬▬▬ ▬▬ ▬▬▬ ▬▬ ▬▬▬▬ ▬▬ ▬▬▬ ▬▬ ▬▬▬▬ ▬▬ ▬▬▬ ▬▬ ▬▬▬▬ ▬▬ ▬▬▬ ▬▬ ▬▬▬▬ ▬▬ ▬▬▬ ▬▬ ▬▬▬▬ ▬▬ ▬▬▬ ▬▬ ▬▬▬▬ ▬▬ ▬▬▬ ▬▬ ▬▬▬▬ ▬▬ ▬▬▬ ▬▬ ▬▬▬▬ ▬▬ ▬▬▬ ▬▬ ▬▬▬▬ ▬▬ ▬▬▬ ▬▬ ▬▬▬▬ ▬▬ ▬▬▬ ▬▬ ▬▬▬▬ ▬▬ ▬▬▬ ▬▬ ▬▬▬▬ ▬▬ ▬▬▬ ▬▬ ▬▬▬▬ ▬▬ ▬▬▬ ▬▬ ▬▬▬▬ ▬▬ ▬▬▬ ▬▬ ▬▬▬▬ ▬▬ ▬▬▬ ▬▬ ▬▬▬▬ ▬▬ ▬▬▬ ▬▬ ▬▬▬▬ ▬▬ ▬▬▬ ▬▬ ▬▬▬▬ ▬▬ ▬▬▬ ▬▬ ▬▬▬▬ ▬▬ ▬▬▬ ▬▬ ▬▬▬▬ ▬▬ ▬▬▬ ▬▬ ▬▬▬▬ ▬▬ ▬▬▬ ▬▬ ▬▬▬▬ ▬▬ ▬▬▬ ▬▬ ▬▬▬▬ ▬▬ ▬▬▬ ▬▬ ▬▬▬▬ ▬▬ ▬▬▬ ▬▬ ▬▬▬▬ ▬▬ ▬▬▬ ▬▬ ▬▬▬▬ ▬▬ ▬▬▬ ▬▬ ▬▬▬▬ ▬▬ ▬▬▬ ▬▬ ▬▬▬▬: [512, 138, 578, 689]
banner-phone: 0212 505 68 84: [457, 907, 499, 913]
display-ad: ARSLAN: [513, 122, 578, 135]
display-ad: Satılık Emlak: [80, 124, 145, 137]
footer-page-ref: 24: [330, 939, 337, 945]
ad-column: [297, 104, 365, 914]
column-heading: OTEL: [369, 106, 434, 121]
